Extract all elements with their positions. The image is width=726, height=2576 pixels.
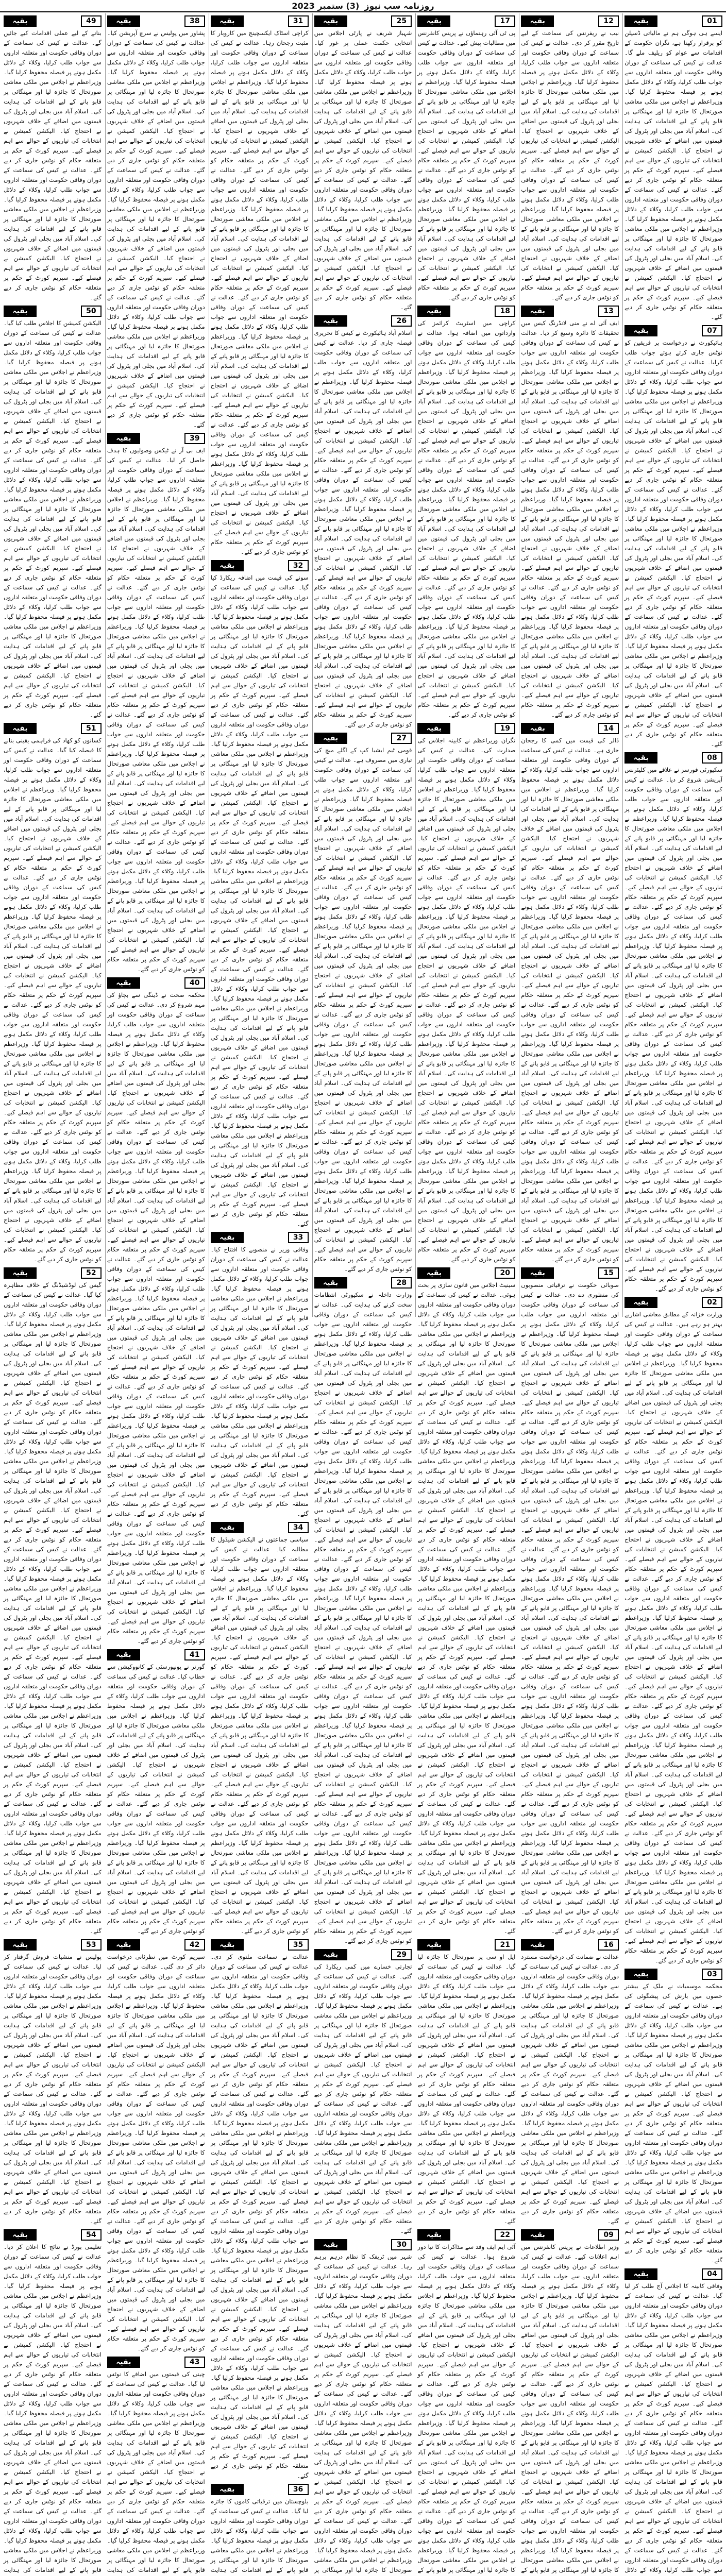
continuation-entry <box>211 2484 309 2576</box>
continuation-number: 16 <box>598 1939 619 1951</box>
article-text: صوبائی حکومت نے ترقیاتی منصوبوں کی منظوری دے دی۔ عدالت نے کیس کی سماعت کے دوران وفاقی حکومت اور متعلقہ اداروں سے جواب طلب کرلیا، وکلاء کے دلائل مکمل ہونے پر فیصلہ محفوظ کرلیا گیا۔ وزیراعظم نے اجلاس میں ملکی معاشی صورتحال کا جائزہ لیا اور مہنگائی پر قابو پانے کے لیے اقدامات کی ہدایت کی۔ اسلام آباد میں بجلی اور پٹرول کی قیمتوں میں اضافے کے خلاف شہریوں نے احتجاج کیا۔ الیکشن کمیشن نے انتخابات کی تیاریوں کے حوالے سے اہم فیصلے کیے۔ سپریم کورٹ کے حکم پر متعلقہ حکام کو نوٹس جاری کر دیے گئے۔ عدالت نے کیس کی سماعت کے دوران وفاقی حکومت اور متعلقہ اداروں سے جواب طلب کرلیا، وکلاء کے دلائل مکمل ہونے پر فیصلہ محفوظ کرلیا گیا۔ وزیراعظم نے اجلاس میں ملکی معاشی صورتحال کا جائزہ لیا اور مہنگائی پر قابو پانے کے لیے اقدامات کی ہدایت کی۔ اسلام آباد میں بجلی اور پٹرول کی قیمتوں میں اضافے کے خلاف شہریوں نے احتجاج کیا۔ الیکشن کمیشن نے انتخابات کی تیاریوں کے حوالے سے اہم فیصلے کیے۔ سپریم کورٹ کے حکم پر متعلقہ حکام کو نوٹس جاری کر دیے گئے۔ عدالت نے کیس کی سماعت کے دوران وفاقی حکومت اور متعلقہ اداروں سے جواب طلب کرلیا، وکلاء کے دلائل مکمل ہونے پر فیصلہ محفوظ کرلیا گیا۔ وزیراعظم نے اجلاس میں ملکی معاشی صورتحال کا جائزہ لیا اور مہنگائی پر قابو پانے کے لیے اقدامات کی ہدایت کی۔ اسلام آباد میں بجلی اور پٹرول کی قیمتوں میں اضافے کے خلاف شہریوں نے احتجاج کیا۔ الیکشن کمیشن نے انتخابات کی تیاریوں کے حوالے سے اہم فیصلے کیے۔ سپریم کورٹ کے حکم پر متعلقہ حکام کو نوٹس جاری کر دیے گئے۔ عدالت نے کیس کی سماعت کے دوران وفاقی حکومت اور متعلقہ اداروں سے جواب طلب کرلیا، وکلاء کے دلائل مکمل ہونے پر فیصلہ محفوظ کرلیا گیا۔ وزیراعظم نے اجلاس میں ملکی معاشی صورتحال کا جائزہ لیا اور مہنگائی پر قابو پانے کے لیے اقدامات کی ہدایت کی۔ اسلام آباد میں بجلی اور پٹرول کی قیمتوں میں اضافے کے خلاف شہریوں نے احتجاج کیا۔ الیکشن کمیشن نے انتخابات کی تیاریوں کے حوالے سے اہم فیصلے کیے۔ سپریم کورٹ کے حکم پر متعلقہ حکام کو نوٹس جاری کر دیے گئے۔ عدالت نے کیس کی سماعت کے دوران وفاقی حکومت اور متعلقہ اداروں سے جواب طلب کرلیا، وکلاء کے دلائل مکمل ہونے پر فیصلہ محفوظ کرلیا گیا۔ وزیراعظم نے اجلاس میں ملکی معاشی صورتحال کا جائزہ لیا اور مہنگائی پر قابو پانے کے لیے اقدامات کی ہدایت کی۔ اسلام آباد میں بجلی اور پٹرول کی قیمتوں میں اضافے کے خلاف شہریوں نے احتجاج کیا۔ الیکشن کمیشن نے انتخابات کی تیاریوں کے حوالے سے اہم فیصلے کیے۔ سپریم کورٹ کے حکم پر متعلقہ حکام کو نوٹس جاری کر دیے گئے۔ <box>521 1281 619 1935</box>
continuation-header <box>4 306 102 317</box>
article-text: پی ٹی آئی رہنماؤں نے پریس کانفرنس میں مطالبات پیش کیے۔ عدالت نے کیس کی سماعت کے دوران وفاقی حکومت اور متعلقہ اداروں سے جواب طلب کرلیا، وکلاء کے دلائل مکمل ہونے پر فیصلہ محفوظ کرلیا گیا۔ وزیراعظم نے اجلاس میں ملکی معاشی صورتحال کا جائزہ لیا اور مہنگائی پر قابو پانے کے لیے اقدامات کی ہدایت کی۔ اسلام آباد میں بجلی اور پٹرول کی قیمتوں میں اضافے کے خلاف شہریوں نے احتجاج کیا۔ الیکشن کمیشن نے انتخابات کی تیاریوں کے حوالے سے اہم فیصلے کیے۔ سپریم کورٹ کے حکم پر متعلقہ حکام کو نوٹس جاری کر دیے گئے۔ عدالت نے کیس کی سماعت کے دوران وفاقی حکومت اور متعلقہ اداروں سے جواب طلب کرلیا، وکلاء کے دلائل مکمل ہونے پر فیصلہ محفوظ کرلیا گیا۔ وزیراعظم نے اجلاس میں ملکی معاشی صورتحال کا جائزہ لیا اور مہنگائی پر قابو پانے کے لیے اقدامات کی ہدایت کی۔ اسلام آباد میں بجلی اور پٹرول کی قیمتوں میں اضافے کے خلاف شہریوں نے احتجاج کیا۔ الیکشن کمیشن نے انتخابات کی تیاریوں کے حوالے سے اہم فیصلے کیے۔ سپریم کورٹ کے حکم پر متعلقہ حکام کو نوٹس جاری کر دیے گئے۔ <box>417 29 516 301</box>
continuation-header <box>107 433 205 444</box>
continuation-header <box>314 315 412 327</box>
continuation-number: 19 <box>495 723 515 734</box>
continuation-header <box>107 1939 205 1951</box>
continuation-number: 54 <box>81 2229 102 2241</box>
continuation-number: 36 <box>288 2484 309 2495</box>
article-text: وزیر اطلاعات نے پریس کانفرنس میں اہم اعلانات کیے۔ عدالت نے کیس کی سماعت کے دوران وفاقی حکومت اور متعلقہ اداروں سے جواب طلب کرلیا، وکلاء کے دلائل مکمل ہونے پر فیصلہ محفوظ کرلیا گیا۔ وزیراعظم نے اجلاس میں ملکی معاشی صورتحال کا جائزہ لیا اور مہنگائی پر قابو پانے کے لیے اقدامات کی ہدایت کی۔ اسلام آباد میں بجلی اور پٹرول کی قیمتوں میں اضافے کے خلاف شہریوں نے احتجاج کیا۔ الیکشن کمیشن نے انتخابات کی تیاریوں کے حوالے سے اہم فیصلے کیے۔ سپریم کورٹ کے حکم پر متعلقہ حکام کو نوٹس جاری کر دیے گئے۔ عدالت نے کیس کی سماعت کے دوران وفاقی حکومت اور متعلقہ اداروں سے جواب طلب کرلیا، وکلاء کے دلائل مکمل ہونے پر فیصلہ محفوظ کرلیا گیا۔ وزیراعظم نے اجلاس میں ملکی معاشی صورتحال کا جائزہ لیا اور مہنگائی پر قابو پانے کے لیے اقدامات کی ہدایت کی۔ اسلام آباد میں بجلی اور پٹرول کی قیمتوں میں اضافے کے خلاف شہریوں نے احتجاج کیا۔ الیکشن کمیشن نے انتخابات کی تیاریوں کے حوالے سے اہم فیصلے کیے۔ سپریم کورٹ کے حکم پر متعلقہ حکام کو نوٹس جاری کر دیے گئے۔ عدالت نے کیس کی سماعت کے دوران وفاقی حکومت اور متعلقہ اداروں سے جواب طلب کرلیا، وکلاء کے دلائل مکمل ہونے پر فیصلہ محفوظ کرلیا گیا۔ وزیراعظم نے اجلاس میں ملکی معاشی صورتحال کا جائزہ لیا اور مہنگائی پر قابو پانے کے <box>521 2243 619 2573</box>
continuation-number: 50 <box>81 306 102 317</box>
continuation-number: 01 <box>702 15 722 27</box>
article-text: پولیس نے منشیات فروش گرفتار کر لیا۔ عدالت نے کیس کی سماعت کے دوران وفاقی حکومت اور متعلقہ اداروں سے جواب طلب کرلیا، وکلاء کے دلائل مکمل ہونے پر فیصلہ محفوظ کرلیا گیا۔ وزیراعظم نے اجلاس میں ملکی معاشی صورتحال کا جائزہ لیا اور مہنگائی پر قابو پانے کے لیے اقدامات کی ہدایت کی۔ اسلام آباد میں بجلی اور پٹرول کی قیمتوں میں اضافے کے خلاف شہریوں نے احتجاج کیا۔ الیکشن کمیشن نے انتخابات کی تیاریوں کے حوالے سے اہم فیصلے کیے۔ سپریم کورٹ کے حکم پر متعلقہ حکام کو نوٹس جاری کر دیے گئے۔ عدالت نے کیس کی سماعت کے دوران وفاقی حکومت اور متعلقہ اداروں سے جواب طلب کرلیا، وکلاء کے دلائل مکمل ہونے پر فیصلہ محفوظ کرلیا گیا۔ وزیراعظم نے اجلاس میں ملکی معاشی صورتحال کا جائزہ لیا اور مہنگائی پر قابو پانے کے لیے اقدامات کی ہدایت کی۔ اسلام آباد میں بجلی اور پٹرول کی قیمتوں میں اضافے کے خلاف شہریوں نے احتجاج کیا۔ الیکشن کمیشن نے انتخابات کی تیاریوں کے حوالے سے اہم فیصلے کیے۔ سپریم کورٹ کے حکم پر متعلقہ حکام کو نوٹس جاری کر دیے گئے۔ <box>3 1953 102 2225</box>
masthead <box>0 0 726 12</box>
continuation-header <box>624 15 722 27</box>
continuation-entry <box>521 1267 619 1936</box>
continuation-number: 20 <box>495 1267 515 1279</box>
continuation-header <box>211 1232 309 1243</box>
article-text: ایل او سی پر صورتحال کا جائزہ لیا گیا۔ عدالت نے کیس کی سماعت کے دوران وفاقی حکومت اور متعلقہ اداروں سے جواب طلب کرلیا، وکلاء کے دلائل مکمل ہونے پر فیصلہ محفوظ کرلیا گیا۔ وزیراعظم نے اجلاس میں ملکی معاشی صورتحال کا جائزہ لیا اور مہنگائی پر قابو پانے کے لیے اقدامات کی ہدایت کی۔ اسلام آباد میں بجلی اور پٹرول کی قیمتوں میں اضافے کے خلاف شہریوں نے احتجاج کیا۔ الیکشن کمیشن نے انتخابات کی تیاریوں کے حوالے سے اہم فیصلے کیے۔ سپریم کورٹ کے حکم پر متعلقہ حکام کو نوٹس جاری کر دیے گئے۔ عدالت نے کیس کی سماعت کے دوران وفاقی حکومت اور متعلقہ اداروں سے جواب طلب کرلیا، وکلاء کے دلائل مکمل ہونے پر فیصلہ محفوظ کرلیا گیا۔ وزیراعظم نے اجلاس میں ملکی معاشی صورتحال کا جائزہ لیا اور مہنگائی پر قابو پانے کے لیے اقدامات کی ہدایت کی۔ اسلام آباد میں بجلی اور پٹرول کی قیمتوں میں اضافے کے خلاف شہریوں نے احتجاج کیا۔ الیکشن کمیشن نے انتخابات کی تیاریوں کے حوالے سے اہم فیصلے کیے۔ سپریم کورٹ کے حکم پر متعلقہ حکام کو نوٹس جاری کر دیے گئے۔ <box>417 1953 516 2225</box>
baqiya-label: بقیہ <box>211 560 244 571</box>
continuation-number: 09 <box>598 2229 619 2241</box>
continuation-header <box>4 15 102 27</box>
article-text: نگران وزیراعظم نے کابینہ اجلاس کی صدارت کی۔ عدالت نے کیس کی سماعت کے دوران وفاقی حکومت اور متعلقہ اداروں سے جواب طلب کرلیا، وکلاء کے دلائل مکمل ہونے پر فیصلہ محفوظ کرلیا گیا۔ وزیراعظم نے اجلاس میں ملکی معاشی صورتحال کا جائزہ لیا اور مہنگائی پر قابو پانے کے لیے اقدامات کی ہدایت کی۔ اسلام آباد میں بجلی اور پٹرول کی قیمتوں میں اضافے کے خلاف شہریوں نے احتجاج کیا۔ الیکشن کمیشن نے انتخابات کی تیاریوں کے حوالے سے اہم فیصلے کیے۔ سپریم کورٹ کے حکم پر متعلقہ حکام کو نوٹس جاری کر دیے گئے۔ عدالت نے کیس کی سماعت کے دوران وفاقی حکومت اور متعلقہ اداروں سے جواب طلب کرلیا، وکلاء کے دلائل مکمل ہونے پر فیصلہ محفوظ کرلیا گیا۔ وزیراعظم نے اجلاس میں ملکی معاشی صورتحال کا جائزہ لیا اور مہنگائی پر قابو پانے کے لیے اقدامات کی ہدایت کی۔ اسلام آباد میں بجلی اور پٹرول کی قیمتوں میں اضافے کے خلاف شہریوں نے احتجاج کیا۔ الیکشن کمیشن نے انتخابات کی تیاریوں کے حوالے سے اہم فیصلے کیے۔ سپریم کورٹ کے حکم پر متعلقہ حکام کو نوٹس جاری کر دیے گئے۔ عدالت نے کیس کی سماعت کے دوران وفاقی حکومت اور متعلقہ اداروں سے جواب طلب کرلیا، وکلاء کے دلائل مکمل ہونے پر فیصلہ محفوظ کرلیا گیا۔ وزیراعظم نے اجلاس میں ملکی معاشی صورتحال کا جائزہ لیا اور مہنگائی پر قابو پانے کے لیے اقدامات کی ہدایت کی۔ اسلام آباد میں بجلی اور پٹرول کی قیمتوں میں اضافے کے خلاف شہریوں نے احتجاج کیا۔ الیکشن کمیشن نے انتخابات کی تیاریوں کے حوالے سے اہم فیصلے کیے۔ سپریم کورٹ کے حکم پر متعلقہ حکام کو نوٹس جاری کر دیے گئے۔ عدالت نے کیس کی سماعت کے دوران وفاقی حکومت اور متعلقہ اداروں سے جواب طلب کرلیا، وکلاء کے دلائل مکمل ہونے پر فیصلہ محفوظ کرلیا گیا۔ وزیراعظم نے اجلاس میں ملکی معاشی صورتحال کا جائزہ لیا اور مہنگائی پر قابو پانے کے لیے اقدامات کی ہدایت کی۔ اسلام آباد میں بجلی اور پٹرول کی قیمتوں میں اضافے کے خلاف شہریوں نے احتجاج کیا۔ الیکشن کمیشن نے انتخابات کی تیاریوں کے حوالے سے اہم فیصلے کیے۔ سپریم کورٹ کے حکم پر متعلقہ حکام کو نوٹس جاری کر دیے گئے۔ <box>417 737 516 1263</box>
continuation-number: 49 <box>81 15 102 27</box>
baqiya-label: بقیہ <box>624 1297 657 1308</box>
baqiya-label: بقیہ <box>624 15 657 27</box>
article-text: پشاور میں پولیس نے سرچ آپریشن کیا۔ عدالت نے کیس کی سماعت کے دوران وفاقی حکومت اور متعلقہ اداروں سے جواب طلب کرلیا، وکلاء کے دلائل مکمل ہونے پر فیصلہ محفوظ کرلیا گیا۔ وزیراعظم نے اجلاس میں ملکی معاشی صورتحال کا جائزہ لیا اور مہنگائی پر قابو پانے کے لیے اقدامات کی ہدایت کی۔ اسلام آباد میں بجلی اور پٹرول کی قیمتوں میں اضافے کے خلاف شہریوں نے احتجاج کیا۔ الیکشن کمیشن نے انتخابات کی تیاریوں کے حوالے سے اہم فیصلے کیے۔ سپریم کورٹ کے حکم پر متعلقہ حکام کو نوٹس جاری کر دیے گئے۔ عدالت نے کیس کی سماعت کے دوران وفاقی حکومت اور متعلقہ اداروں سے جواب طلب کرلیا، وکلاء کے دلائل مکمل ہونے پر فیصلہ محفوظ کرلیا گیا۔ وزیراعظم نے اجلاس میں ملکی معاشی صورتحال کا جائزہ لیا اور مہنگائی پر قابو پانے کے لیے اقدامات کی ہدایت کی۔ اسلام آباد میں بجلی اور پٹرول کی قیمتوں میں اضافے کے خلاف شہریوں نے احتجاج کیا۔ الیکشن کمیشن نے انتخابات کی تیاریوں کے حوالے سے اہم فیصلے کیے۔ سپریم کورٹ کے حکم پر متعلقہ حکام کو نوٹس جاری کر دیے گئے۔ عدالت نے کیس کی سماعت کے دوران وفاقی حکومت اور متعلقہ اداروں سے جواب طلب کرلیا، وکلاء کے دلائل مکمل ہونے پر فیصلہ محفوظ کرلیا گیا۔ وزیراعظم نے اجلاس میں ملکی معاشی صورتحال کا جائزہ لیا اور مہنگائی پر قابو پانے کے لیے اقدامات کی ہدایت کی۔ اسلام آباد میں بجلی اور پٹرول کی قیمتوں میں اضافے کے خلاف شہریوں نے احتجاج کیا۔ الیکشن کمیشن نے انتخابات کی تیاریوں کے حوالے سے اہم فیصلے کیے۔ سپریم کورٹ کے حکم پر متعلقہ حکام کو نوٹس جاری کر دیے گئے۔ <box>107 29 205 428</box>
continuation-header <box>211 15 309 27</box>
news-columns <box>2 13 724 2573</box>
continuation-entry <box>417 306 515 720</box>
article-text: تجارتی خسارے میں کمی ریکارڈ کی گئی۔ عدالت نے کیس کی سماعت کے دوران وفاقی حکومت اور متعلقہ اداروں سے جواب طلب کرلیا، وکلاء کے دلائل مکمل ہونے پر فیصلہ محفوظ کرلیا گیا۔ وزیراعظم نے اجلاس میں ملکی معاشی صورتحال کا جائزہ لیا اور مہنگائی پر قابو پانے کے لیے اقدامات کی ہدایت کی۔ اسلام آباد میں بجلی اور پٹرول کی قیمتوں میں اضافے کے خلاف شہریوں نے احتجاج کیا۔ الیکشن کمیشن نے انتخابات کی تیاریوں کے حوالے سے اہم فیصلے کیے۔ سپریم کورٹ کے حکم پر متعلقہ حکام کو نوٹس جاری کر دیے گئے۔ عدالت نے کیس کی سماعت کے دوران وفاقی حکومت اور متعلقہ اداروں سے جواب طلب کرلیا، وکلاء کے دلائل مکمل ہونے پر فیصلہ محفوظ کرلیا گیا۔ وزیراعظم نے اجلاس میں ملکی معاشی صورتحال کا جائزہ لیا اور مہنگائی پر قابو پانے کے لیے اقدامات کی ہدایت کی۔ اسلام آباد میں بجلی اور پٹرول کی قیمتوں میں اضافے کے خلاف شہریوں نے احتجاج کیا۔ الیکشن کمیشن نے انتخابات کی تیاریوں کے حوالے سے اہم فیصلے کیے۔ سپریم کورٹ کے حکم پر متعلقہ حکام کو نوٹس جاری کر دیے گئے۔ <box>314 1963 412 2234</box>
continuation-entry <box>417 15 515 302</box>
continuation-number: 27 <box>391 733 412 744</box>
article-text: ہائیکورٹ نے درخواست پر فریقین کو نوٹس جاری کرتے ہوئے جواب طلب کرلیا۔ عدالت نے کیس کی سماعت کے دوران وفاقی حکومت اور متعلقہ اداروں سے جواب طلب کرلیا، وکلاء کے دلائل مکمل ہونے پر فیصلہ محفوظ کرلیا گیا۔ وزیراعظم نے اجلاس میں ملکی معاشی صورتحال کا جائزہ لیا اور مہنگائی پر قابو پانے کے لیے اقدامات کی ہدایت کی۔ اسلام آباد میں بجلی اور پٹرول کی قیمتوں میں اضافے کے خلاف شہریوں نے احتجاج کیا۔ الیکشن کمیشن نے انتخابات کی تیاریوں کے حوالے سے اہم فیصلے کیے۔ سپریم کورٹ کے حکم پر متعلقہ حکام کو نوٹس جاری کر دیے گئے۔ عدالت نے کیس کی سماعت کے دوران وفاقی حکومت اور متعلقہ اداروں سے جواب طلب کرلیا، وکلاء کے دلائل مکمل ہونے پر فیصلہ محفوظ کرلیا گیا۔ وزیراعظم نے اجلاس میں ملکی معاشی صورتحال کا جائزہ لیا اور مہنگائی پر قابو پانے کے لیے اقدامات کی ہدایت کی۔ اسلام آباد میں بجلی اور پٹرول کی قیمتوں میں اضافے کے خلاف شہریوں نے احتجاج کیا۔ الیکشن کمیشن نے انتخابات کی تیاریوں کے حوالے سے اہم فیصلے کیے۔ سپریم کورٹ کے حکم پر متعلقہ حکام کو نوٹس جاری کر دیے گئے۔ عدالت نے کیس کی سماعت کے دوران وفاقی حکومت اور متعلقہ اداروں سے جواب طلب کرلیا، وکلاء کے دلائل مکمل ہونے پر فیصلہ محفوظ کرلیا گیا۔ وزیراعظم نے اجلاس میں ملکی معاشی صورتحال کا جائزہ لیا اور مہنگائی پر قابو پانے کے لیے اقدامات کی ہدایت کی۔ اسلام آباد میں بجلی اور پٹرول کی قیمتوں میں اضافے کے خلاف شہریوں نے احتجاج کیا۔ الیکشن کمیشن نے انتخابات کی تیاریوں کے حوالے سے اہم فیصلے کیے۔ سپریم کورٹ کے حکم پر متعلقہ حکام کو نوٹس جاری کر دیے گئے۔ <box>624 339 722 748</box>
continuation-header <box>624 2268 722 2280</box>
continuation-header <box>107 977 205 989</box>
continuation-entry <box>314 733 412 1274</box>
masthead-date: (3) ستمبر 2023 <box>292 1 360 11</box>
baqiya-label: بقیہ <box>624 325 657 336</box>
news-column <box>519 13 620 2573</box>
article-text: سیاسی جماعتوں نے الیکشن شیڈول کا مطالبہ کیا۔ عدالت نے کیس کی سماعت کے دوران وفاقی حکومت اور متعلقہ اداروں سے جواب طلب کرلیا، وکلاء کے دلائل مکمل ہونے پر فیصلہ محفوظ کرلیا گیا۔ وزیراعظم نے اجلاس میں ملکی معاشی صورتحال کا جائزہ لیا اور مہنگائی پر قابو پانے کے لیے اقدامات کی ہدایت کی۔ اسلام آباد میں بجلی اور پٹرول کی قیمتوں میں اضافے کے خلاف شہریوں نے احتجاج کیا۔ الیکشن کمیشن نے انتخابات کی تیاریوں کے حوالے سے اہم فیصلے کیے۔ سپریم کورٹ کے حکم پر متعلقہ حکام کو نوٹس جاری کر دیے گئے۔ عدالت نے کیس کی سماعت کے دوران وفاقی حکومت اور متعلقہ اداروں سے جواب طلب کرلیا، وکلاء کے دلائل مکمل ہونے پر فیصلہ محفوظ کرلیا گیا۔ وزیراعظم نے اجلاس میں ملکی معاشی صورتحال کا جائزہ لیا اور مہنگائی پر قابو پانے کے لیے اقدامات کی ہدایت کی۔ اسلام آباد میں بجلی اور پٹرول کی قیمتوں میں اضافے کے خلاف شہریوں نے احتجاج کیا۔ الیکشن کمیشن نے انتخابات کی تیاریوں کے حوالے سے اہم فیصلے کیے۔ سپریم کورٹ کے حکم پر متعلقہ حکام کو نوٹس جاری کر دیے گئے۔ عدالت نے کیس کی سماعت کے دوران وفاقی حکومت اور متعلقہ اداروں سے جواب طلب کرلیا، وکلاء کے دلائل مکمل ہونے پر فیصلہ محفوظ کرلیا گیا۔ وزیراعظم نے اجلاس میں ملکی معاشی صورتحال کا جائزہ لیا اور مہنگائی پر قابو پانے کے لیے اقدامات کی ہدایت کی۔ اسلام آباد میں بجلی اور پٹرول کی قیمتوں میں اضافے کے خلاف شہریوں نے احتجاج کیا۔ الیکشن کمیشن نے انتخابات کی تیاریوں کے حوالے سے اہم فیصلے کیے۔ سپریم کورٹ کے حکم پر متعلقہ حکام کو نوٹس جاری کر دیے گئے۔ <box>210 1536 309 1935</box>
continuation-number: 08 <box>702 752 722 764</box>
continuation-entry <box>211 15 309 557</box>
continuation-entry <box>107 15 205 430</box>
continuation-header <box>314 1949 412 1960</box>
continuation-entry <box>211 1522 309 1936</box>
continuation-number: 30 <box>391 2239 412 2250</box>
baqiya-label: بقیہ <box>211 1522 244 1533</box>
continuation-entry <box>4 1939 102 2226</box>
article-text: کراچی میں اسٹریٹ کرائمز کی وارداتوں میں اضافہ ہوا۔ عدالت نے کیس کی سماعت کے دوران وفاقی حکومت اور متعلقہ اداروں سے جواب طلب کرلیا، وکلاء کے دلائل مکمل ہونے پر فیصلہ محفوظ کرلیا گیا۔ وزیراعظم نے اجلاس میں ملکی معاشی صورتحال کا جائزہ لیا اور مہنگائی پر قابو پانے کے لیے اقدامات کی ہدایت کی۔ اسلام آباد میں بجلی اور پٹرول کی قیمتوں میں اضافے کے خلاف شہریوں نے احتجاج کیا۔ الیکشن کمیشن نے انتخابات کی تیاریوں کے حوالے سے اہم فیصلے کیے۔ سپریم کورٹ کے حکم پر متعلقہ حکام کو نوٹس جاری کر دیے گئے۔ عدالت نے کیس کی سماعت کے دوران وفاقی حکومت اور متعلقہ اداروں سے جواب طلب کرلیا، وکلاء کے دلائل مکمل ہونے پر فیصلہ محفوظ کرلیا گیا۔ وزیراعظم نے اجلاس میں ملکی معاشی صورتحال کا جائزہ لیا اور مہنگائی پر قابو پانے کے لیے اقدامات کی ہدایت کی۔ اسلام آباد میں بجلی اور پٹرول کی قیمتوں میں اضافے کے خلاف شہریوں نے احتجاج کیا۔ الیکشن کمیشن نے انتخابات کی تیاریوں کے حوالے سے اہم فیصلے کیے۔ سپریم کورٹ کے حکم پر متعلقہ حکام کو نوٹس جاری کر دیے گئے۔ عدالت نے کیس کی سماعت کے دوران وفاقی حکومت اور متعلقہ اداروں سے جواب طلب کرلیا، وکلاء کے دلائل مکمل ہونے پر فیصلہ محفوظ کرلیا گیا۔ وزیراعظم نے اجلاس میں ملکی معاشی صورتحال کا جائزہ لیا اور مہنگائی پر قابو پانے کے لیے اقدامات کی ہدایت کی۔ اسلام آباد میں بجلی اور پٹرول کی قیمتوں میں اضافے کے خلاف شہریوں نے احتجاج کیا۔ الیکشن کمیشن نے انتخابات کی تیاریوں کے حوالے سے اہم فیصلے کیے۔ سپریم کورٹ کے حکم پر متعلقہ حکام کو نوٹس جاری کر دیے گئے۔ <box>417 319 516 718</box>
continuation-number: 43 <box>184 2357 205 2368</box>
baqiya-label: بقیہ <box>211 1939 244 1951</box>
baqiya-label: بقیہ <box>624 752 657 764</box>
baqiya-label: بقیہ <box>417 306 450 317</box>
article-text: شہر میں ٹریفک کا نظام درہم برہم رہا۔ عدالت نے کیس کی سماعت کے دوران وفاقی حکومت اور متعلقہ اداروں سے جواب طلب کرلیا، وکلاء کے دلائل مکمل ہونے پر فیصلہ محفوظ کرلیا گیا۔ وزیراعظم نے اجلاس میں ملکی معاشی صورتحال کا جائزہ لیا اور مہنگائی پر قابو پانے کے لیے اقدامات کی ہدایت کی۔ اسلام آباد میں بجلی اور پٹرول کی قیمتوں میں اضافے کے خلاف شہریوں نے احتجاج کیا۔ الیکشن کمیشن نے انتخابات کی تیاریوں کے حوالے سے اہم فیصلے کیے۔ سپریم کورٹ کے حکم پر متعلقہ حکام کو نوٹس جاری کر دیے گئے۔ عدالت نے کیس کی سماعت کے دوران وفاقی حکومت اور متعلقہ اداروں سے جواب طلب کرلیا، وکلاء کے دلائل مکمل ہونے پر فیصلہ محفوظ کرلیا گیا۔ وزیراعظم نے اجلاس میں ملکی معاشی صورتحال کا جائزہ لیا اور مہنگائی پر قابو پانے کے لیے اقدامات کی ہدایت کی۔ اسلام آباد میں بجلی اور پٹرول کی قیمتوں میں اضافے کے خلاف شہریوں نے احتجاج کیا۔ الیکشن کمیشن نے انتخابات کی تیاریوں کے حوالے سے اہم فیصلے کیے۔ سپریم کورٹ کے حکم پر متعلقہ حکام کو نوٹس جاری کر دیے گئے۔ عدالت نے کیس کی سماعت کے دوران وفاقی حکومت اور متعلقہ اداروں سے جواب طلب کرلیا، وکلاء کے دلائل مکمل ہونے پر فیصلہ محفوظ کرلیا گیا۔ وزیراعظم نے اجلاس میں ملکی معاشی صورتحال کا جائزہ لیا اور مہنگائی پر <box>314 2253 412 2573</box>
news-column <box>2 13 103 2573</box>
continuation-entry <box>4 2229 102 2576</box>
continuation-number: 14 <box>598 723 619 734</box>
article-text: عدالت نے سماعت ملتوی کر دی۔ عدالت نے کیس کی سماعت کے دوران وفاقی حکومت اور متعلقہ اداروں سے جواب طلب کرلیا، وکلاء کے دلائل مکمل ہونے پر فیصلہ محفوظ کرلیا گیا۔ وزیراعظم نے اجلاس میں ملکی معاشی صورتحال کا جائزہ لیا اور مہنگائی پر قابو پانے کے لیے اقدامات کی ہدایت کی۔ اسلام آباد میں بجلی اور پٹرول کی قیمتوں میں اضافے کے خلاف شہریوں نے احتجاج کیا۔ الیکشن کمیشن نے انتخابات کی تیاریوں کے حوالے سے اہم فیصلے کیے۔ سپریم کورٹ کے حکم پر متعلقہ حکام کو نوٹس جاری کر دیے گئے۔ عدالت نے کیس کی سماعت کے دوران وفاقی حکومت اور متعلقہ اداروں سے جواب طلب کرلیا، وکلاء کے دلائل مکمل ہونے پر فیصلہ محفوظ کرلیا گیا۔ وزیراعظم نے اجلاس میں ملکی معاشی صورتحال کا جائزہ لیا اور مہنگائی پر قابو پانے کے لیے اقدامات کی ہدایت کی۔ اسلام آباد میں بجلی اور پٹرول کی قیمتوں میں اضافے کے خلاف شہریوں نے احتجاج کیا۔ الیکشن کمیشن نے انتخابات کی تیاریوں کے حوالے سے اہم فیصلے کیے۔ سپریم کورٹ کے حکم پر متعلقہ حکام کو نوٹس جاری کر دیے گئے۔ عدالت نے کیس کی سماعت کے دوران وفاقی حکومت اور متعلقہ اداروں سے جواب طلب کرلیا، وکلاء کے دلائل مکمل ہونے پر فیصلہ محفوظ کرلیا گیا۔ وزیراعظم نے اجلاس میں ملکی معاشی صورتحال کا جائزہ لیا اور مہنگائی پر قابو پانے کے لیے اقدامات کی ہدایت کی۔ اسلام آباد میں بجلی اور پٹرول کی قیمتوں میں اضافے کے خلاف شہریوں نے احتجاج کیا۔ الیکشن کمیشن نے انتخابات کی تیاریوں کے حوالے سے اہم فیصلے کیے۔ سپریم کورٹ کے حکم پر متعلقہ حکام کو نوٹس جاری کر دیے گئے۔ عدالت نے کیس کی سماعت کے دوران وفاقی حکومت اور متعلقہ اداروں سے جواب طلب کرلیا، وکلاء کے دلائل مکمل ہونے پر فیصلہ محفوظ کرلیا گیا۔ وزیراعظم نے اجلاس میں ملکی معاشی صورتحال کا جائزہ لیا اور مہنگائی پر قابو پانے کے لیے اقدامات کی ہدایت کی۔ اسلام آباد میں بجلی اور پٹرول کی قیمتوں میں اضافے کے خلاف شہریوں نے احتجاج کیا۔ الیکشن کمیشن نے انتخابات کی تیاریوں کے حوالے سے اہم فیصلے کیے۔ سپریم کورٹ کے حکم پر متعلقہ حکام کو نوٹس جاری کر دیے گئے۔ <box>210 1953 309 2479</box>
continuation-entry <box>624 752 722 1294</box>
continuation-header <box>521 1267 619 1279</box>
baqiya-label: بقیہ <box>107 1649 140 1660</box>
article-text: بلوچستان میں ترقیاتی کاموں کا جائزہ لیا گیا۔ عدالت نے کیس کی سماعت کے دوران وفاقی حکومت اور متعلقہ اداروں سے جواب طلب کرلیا، وکلاء کے دلائل مکمل ہونے پر فیصلہ محفوظ کرلیا گیا۔ وزیراعظم نے اجلاس میں ملکی معاشی صورتحال کا جائزہ لیا اور مہنگائی پر قابو پانے کے لیے اقدامات کی ہدایت <box>210 2498 309 2573</box>
masthead-title: روزنامہ سب نیوز <box>364 1 434 11</box>
baqiya-label: بقیہ <box>417 723 450 734</box>
continuation-entry <box>211 1232 309 1519</box>
baqiya-label: بقیہ <box>624 1969 657 1980</box>
baqiya-label: بقیہ <box>107 15 140 27</box>
continuation-number: 26 <box>391 315 412 327</box>
continuation-entry <box>521 723 619 1264</box>
continuation-number: 29 <box>391 1949 412 1960</box>
continuation-header <box>107 2357 205 2368</box>
continuation-entry <box>211 1939 309 2481</box>
baqiya-label: بقیہ <box>211 2484 244 2495</box>
continuation-header <box>4 723 102 734</box>
baqiya-label: بقیہ <box>4 2229 37 2241</box>
continuation-header <box>521 15 619 27</box>
baqiya-label: بقیہ <box>314 2239 347 2250</box>
continuation-header <box>417 1267 515 1279</box>
continuation-entry <box>314 2239 412 2576</box>
continuation-entry <box>107 1649 205 1936</box>
news-column <box>209 13 310 2573</box>
continuation-entry <box>4 723 102 1264</box>
continuation-header <box>417 723 515 734</box>
baqiya-label: بقیہ <box>211 15 244 27</box>
continuation-header <box>107 1649 205 1660</box>
baqiya-label: بقیہ <box>107 977 140 989</box>
continuation-entry <box>521 306 619 720</box>
continuation-entry <box>624 1297 722 1965</box>
continuation-entry <box>624 15 722 322</box>
baqiya-label: بقیہ <box>4 1267 37 1279</box>
continuation-header <box>4 1267 102 1279</box>
continuation-number: 39 <box>184 433 205 444</box>
continuation-entry <box>521 1939 619 2226</box>
baqiya-label: بقیہ <box>521 2229 554 2241</box>
article-text: وزارت داخلہ نے سکیورٹی انتظامات سخت کرنے کی ہدایت کی۔ عدالت نے کیس کی سماعت کے دوران وفاقی حکومت اور متعلقہ اداروں سے جواب طلب کرلیا، وکلاء کے دلائل مکمل ہونے پر فیصلہ محفوظ کرلیا گیا۔ وزیراعظم نے اجلاس میں ملکی معاشی صورتحال کا جائزہ لیا اور مہنگائی پر قابو پانے کے لیے اقدامات کی ہدایت کی۔ اسلام آباد میں بجلی اور پٹرول کی قیمتوں میں اضافے کے خلاف شہریوں نے احتجاج کیا۔ الیکشن کمیشن نے انتخابات کی تیاریوں کے حوالے سے اہم فیصلے کیے۔ سپریم کورٹ کے حکم پر متعلقہ حکام کو نوٹس جاری کر دیے گئے۔ عدالت نے کیس کی سماعت کے دوران وفاقی حکومت اور متعلقہ اداروں سے جواب طلب کرلیا، وکلاء کے دلائل مکمل ہونے پر فیصلہ محفوظ کرلیا گیا۔ وزیراعظم نے اجلاس میں ملکی معاشی صورتحال کا جائزہ لیا اور مہنگائی پر قابو پانے کے لیے اقدامات کی ہدایت کی۔ اسلام آباد میں بجلی اور پٹرول کی قیمتوں میں اضافے کے خلاف شہریوں نے احتجاج کیا۔ الیکشن کمیشن نے انتخابات کی تیاریوں کے حوالے سے اہم فیصلے کیے۔ سپریم کورٹ کے حکم پر متعلقہ حکام کو نوٹس جاری کر دیے گئے۔ عدالت نے کیس کی سماعت کے دوران وفاقی حکومت اور متعلقہ اداروں سے جواب طلب کرلیا، وکلاء کے دلائل مکمل ہونے پر فیصلہ محفوظ کرلیا گیا۔ وزیراعظم نے اجلاس میں ملکی معاشی صورتحال کا جائزہ لیا اور مہنگائی پر قابو پانے کے لیے اقدامات کی ہدایت کی۔ اسلام آباد میں بجلی اور پٹرول کی قیمتوں میں اضافے کے خلاف شہریوں نے احتجاج کیا۔ الیکشن کمیشن نے انتخابات کی تیاریوں کے حوالے سے اہم فیصلے کیے۔ سپریم کورٹ کے حکم پر متعلقہ حکام کو نوٹس جاری کر دیے گئے۔ عدالت نے کیس کی سماعت کے دوران وفاقی حکومت اور متعلقہ اداروں سے جواب طلب کرلیا، وکلاء کے دلائل مکمل ہونے پر فیصلہ محفوظ کرلیا گیا۔ وزیراعظم نے اجلاس میں ملکی معاشی صورتحال کا جائزہ لیا اور مہنگائی پر قابو پانے کے لیے اقدامات کی ہدایت کی۔ اسلام آباد میں بجلی اور پٹرول کی قیمتوں میں اضافے کے خلاف شہریوں نے احتجاج کیا۔ الیکشن کمیشن نے انتخابات کی تیاریوں کے حوالے سے اہم فیصلے کیے۔ سپریم کورٹ کے حکم پر متعلقہ حکام کو نوٹس جاری کر دیے گئے۔ عدالت نے کیس کی سماعت کے دوران وفاقی حکومت اور متعلقہ اداروں سے جواب طلب کرلیا، وکلاء کے دلائل مکمل ہونے پر فیصلہ محفوظ کرلیا گیا۔ وزیراعظم نے اجلاس میں ملکی معاشی صورتحال کا جائزہ لیا اور مہنگائی پر قابو پانے کے لیے اقدامات کی ہدایت کی۔ اسلام آباد میں بجلی اور پٹرول کی قیمتوں میں اضافے کے خلاف شہریوں نے احتجاج کیا۔ الیکشن کمیشن نے انتخابات کی تیاریوں کے حوالے سے اہم فیصلے کیے۔ سپریم کورٹ کے حکم پر متعلقہ حکام کو نوٹس جاری کر دیے گئے۔ <box>314 1291 412 1944</box>
continuation-header <box>521 306 619 317</box>
baqiya-label: بقیہ <box>624 2268 657 2280</box>
continuation-entry <box>211 560 309 1229</box>
continuation-entry <box>314 15 412 312</box>
continuation-header <box>417 1939 515 1951</box>
continuation-header <box>417 2229 515 2241</box>
continuation-number: 33 <box>288 1232 309 1243</box>
continuation-header <box>4 1939 102 1951</box>
continuation-entry <box>521 15 619 302</box>
continuation-header <box>314 15 412 27</box>
continuation-number: 52 <box>81 1267 102 1279</box>
baqiya-label: بقیہ <box>521 1939 554 1951</box>
continuation-header <box>417 306 515 317</box>
article-text: گورنر نے یونیورسٹی کے کانووکیشن سے خطاب کیا۔ عدالت نے کیس کی سماعت کے دوران وفاقی حکومت اور متعلقہ اداروں سے جواب طلب کرلیا، وکلاء کے دلائل مکمل ہونے پر فیصلہ محفوظ کرلیا گیا۔ وزیراعظم نے اجلاس میں ملکی معاشی صورتحال کا جائزہ لیا اور مہنگائی پر قابو پانے کے لیے اقدامات کی ہدایت کی۔ اسلام آباد میں بجلی اور پٹرول کی قیمتوں میں اضافے کے خلاف شہریوں نے احتجاج کیا۔ الیکشن کمیشن نے انتخابات کی تیاریوں کے حوالے سے اہم فیصلے کیے۔ سپریم کورٹ کے حکم پر متعلقہ حکام کو نوٹس جاری کر دیے گئے۔ عدالت نے کیس کی سماعت کے دوران وفاقی حکومت اور متعلقہ اداروں سے جواب طلب کرلیا، وکلاء کے دلائل مکمل ہونے پر فیصلہ محفوظ کرلیا گیا۔ وزیراعظم نے اجلاس میں ملکی معاشی صورتحال کا جائزہ لیا اور مہنگائی پر قابو پانے کے لیے اقدامات کی ہدایت کی۔ اسلام آباد میں بجلی اور پٹرول کی قیمتوں میں اضافے کے خلاف شہریوں نے احتجاج کیا۔ الیکشن کمیشن نے انتخابات کی تیاریوں کے حوالے سے اہم فیصلے کیے۔ سپریم کورٹ کے حکم پر متعلقہ حکام کو نوٹس جاری کر دیے گئے۔ <box>107 1663 205 1935</box>
article-text: بنانے کے لیے عملی اقدامات کیے جائیں گے۔ عدالت نے کیس کی سماعت کے دوران وفاقی حکومت اور متعلقہ اداروں سے جواب طلب کرلیا، وکلاء کے دلائل مکمل ہونے پر فیصلہ محفوظ کرلیا گیا۔ وزیراعظم نے اجلاس میں ملکی معاشی صورتحال کا جائزہ لیا اور مہنگائی پر قابو پانے کے لیے اقدامات کی ہدایت کی۔ اسلام آباد میں بجلی اور پٹرول کی قیمتوں میں اضافے کے خلاف شہریوں نے احتجاج کیا۔ الیکشن کمیشن نے انتخابات کی تیاریوں کے حوالے سے اہم فیصلے کیے۔ سپریم کورٹ کے حکم پر متعلقہ حکام کو نوٹس جاری کر دیے گئے۔ عدالت نے کیس کی سماعت کے دوران وفاقی حکومت اور متعلقہ اداروں سے جواب طلب کرلیا، وکلاء کے دلائل مکمل ہونے پر فیصلہ محفوظ کرلیا گیا۔ وزیراعظم نے اجلاس میں ملکی معاشی صورتحال کا جائزہ لیا اور مہنگائی پر قابو پانے کے لیے اقدامات کی ہدایت کی۔ اسلام آباد میں بجلی اور پٹرول کی قیمتوں میں اضافے کے خلاف شہریوں نے احتجاج کیا۔ الیکشن کمیشن نے انتخابات کی تیاریوں کے حوالے سے اہم فیصلے کیے۔ سپریم کورٹ کے حکم پر متعلقہ حکام کو نوٹس جاری کر دیے گئے۔ <box>3 29 102 301</box>
continuation-entry <box>417 2229 515 2576</box>
continuation-entry <box>107 2357 205 2576</box>
continuation-number: 07 <box>702 325 722 336</box>
continuation-number: 32 <box>288 560 309 571</box>
baqiya-label: بقیہ <box>314 1277 347 1289</box>
article-text: وفاقی کابینہ کا اجلاس آج طلب کر لیا گیا۔ عدالت نے کیس کی سماعت کے دوران وفاقی حکومت اور متعلقہ اداروں سے جواب طلب کرلیا، وکلاء کے دلائل مکمل ہونے پر فیصلہ محفوظ کرلیا گیا۔ وزیراعظم نے اجلاس میں ملکی معاشی صورتحال کا جائزہ لیا اور مہنگائی پر قابو پانے کے لیے اقدامات کی ہدایت کی۔ اسلام آباد میں بجلی اور پٹرول کی قیمتوں میں اضافے کے خلاف شہریوں نے احتجاج کیا۔ الیکشن کمیشن نے انتخابات کی تیاریوں کے حوالے سے اہم فیصلے کیے۔ سپریم کورٹ کے حکم پر متعلقہ حکام کو نوٹس جاری کر دیے گئے۔ عدالت نے کیس کی سماعت کے دوران وفاقی حکومت اور متعلقہ اداروں سے جواب طلب کرلیا، وکلاء کے دلائل مکمل ہونے پر فیصلہ محفوظ کرلیا گیا۔ وزیراعظم نے اجلاس میں ملکی معاشی صورتحال کا جائزہ لیا اور مہنگائی پر قابو پانے کے لیے اقدامات کی ہدایت کی۔ اسلام آباد میں بجلی اور پٹرول کی قیمتوں میں اضافے کے خلاف شہریوں نے احتجاج کیا۔ الیکشن کمیشن نے انتخابات کی تیاریوں کے حوالے سے اہم فیصلے کیے۔ سپریم کورٹ کے حکم پر متعلقہ حکام کو نوٹس جاری کر دیے گئے۔ عدالت نے کیس کی سماعت کے دوران وفاقی حکومت اور متعلقہ اداروں سے جواب طلب کرلیا، وکلاء کے دلائل <box>624 2282 722 2573</box>
baqiya-label: بقیہ <box>521 1267 554 1279</box>
baqiya-label: بقیہ <box>107 433 140 444</box>
baqiya-label: بقیہ <box>4 15 37 27</box>
continuation-number: 31 <box>288 15 309 27</box>
continuation-entry <box>4 1267 102 1936</box>
continuation-number: 28 <box>391 1277 412 1289</box>
news-column <box>312 13 414 2573</box>
continuation-number: 40 <box>184 977 205 989</box>
continuation-entry <box>4 15 102 302</box>
baqiya-label: بقیہ <box>314 315 347 327</box>
continuation-number: 25 <box>391 15 412 27</box>
continuation-header <box>521 1939 619 1951</box>
news-column <box>105 13 207 2573</box>
continuation-entry <box>107 977 205 1646</box>
continuation-number: 38 <box>184 15 205 27</box>
article-text: تعلیمی بورڈ نے نتائج کا اعلان کر دیا۔ عدالت نے کیس کی سماعت کے دوران وفاقی حکومت اور متعلقہ اداروں سے جواب طلب کرلیا، وکلاء کے دلائل مکمل ہونے پر فیصلہ محفوظ کرلیا گیا۔ وزیراعظم نے اجلاس میں ملکی معاشی صورتحال کا جائزہ لیا اور مہنگائی پر قابو پانے کے لیے اقدامات کی ہدایت کی۔ اسلام آباد میں بجلی اور پٹرول کی قیمتوں میں اضافے کے خلاف شہریوں نے احتجاج کیا۔ الیکشن کمیشن نے انتخابات کی تیاریوں کے حوالے سے اہم فیصلے کیے۔ سپریم کورٹ کے حکم پر متعلقہ حکام کو نوٹس جاری کر دیے گئے۔ عدالت نے کیس کی سماعت کے دوران وفاقی حکومت اور متعلقہ اداروں سے جواب طلب کرلیا، وکلاء کے دلائل مکمل ہونے پر فیصلہ محفوظ کرلیا گیا۔ وزیراعظم نے اجلاس میں ملکی معاشی صورتحال کا جائزہ لیا اور مہنگائی پر قابو پانے کے لیے اقدامات کی ہدایت کی۔ اسلام آباد میں بجلی اور پٹرول کی قیمتوں میں اضافے کے خلاف شہریوں نے احتجاج کیا۔ الیکشن کمیشن نے انتخابات کی تیاریوں کے حوالے سے اہم فیصلے کیے۔ سپریم کورٹ کے حکم پر متعلقہ حکام کو نوٹس جاری کر دیے گئے۔ عدالت نے کیس کی سماعت کے دوران وفاقی حکومت اور متعلقہ اداروں سے جواب طلب کرلیا، وکلاء کے دلائل مکمل ہونے پر فیصلہ محفوظ کرلیا گیا۔ وزیراعظم نے اجلاس میں ملکی معاشی صورتحال کا جائزہ لیا اور مہنگائی پر قابو پانے کے لیے اقدامات کی ہدایت <box>3 2243 102 2573</box>
continuation-header <box>211 2484 309 2495</box>
continuation-header <box>211 1522 309 1533</box>
continuation-number: 13 <box>598 306 619 317</box>
continuation-entry <box>107 1939 205 2353</box>
article-text: گیس کی لوڈشیڈنگ کے خلاف مظاہرہ کیا گیا۔ عدالت نے کیس کی سماعت کے دوران وفاقی حکومت اور متعلقہ اداروں سے جواب طلب کرلیا، وکلاء کے دلائل مکمل ہونے پر فیصلہ محفوظ کرلیا گیا۔ وزیراعظم نے اجلاس میں ملکی معاشی صورتحال کا جائزہ لیا اور مہنگائی پر قابو پانے کے لیے اقدامات کی ہدایت کی۔ اسلام آباد میں بجلی اور پٹرول کی قیمتوں میں اضافے کے خلاف شہریوں نے احتجاج کیا۔ الیکشن کمیشن نے انتخابات کی تیاریوں کے حوالے سے اہم فیصلے کیے۔ سپریم کورٹ کے حکم پر متعلقہ حکام کو نوٹس جاری کر دیے گئے۔ عدالت نے کیس کی سماعت کے دوران وفاقی حکومت اور متعلقہ اداروں سے جواب طلب کرلیا، وکلاء کے دلائل مکمل ہونے پر فیصلہ محفوظ کرلیا گیا۔ وزیراعظم نے اجلاس میں ملکی معاشی صورتحال کا جائزہ لیا اور مہنگائی پر قابو پانے کے لیے اقدامات کی ہدایت کی۔ اسلام آباد میں بجلی اور پٹرول کی قیمتوں میں اضافے کے خلاف شہریوں نے احتجاج کیا۔ الیکشن کمیشن نے انتخابات کی تیاریوں کے حوالے سے اہم فیصلے کیے۔ سپریم کورٹ کے حکم پر متعلقہ حکام کو نوٹس جاری کر دیے گئے۔ عدالت نے کیس کی سماعت کے دوران وفاقی حکومت اور متعلقہ اداروں سے جواب طلب کرلیا، وکلاء کے دلائل مکمل ہونے پر فیصلہ محفوظ کرلیا گیا۔ وزیراعظم نے اجلاس میں ملکی معاشی صورتحال کا جائزہ لیا اور مہنگائی پر قابو پانے کے لیے اقدامات کی ہدایت کی۔ اسلام آباد میں بجلی اور پٹرول کی قیمتوں میں اضافے کے خلاف شہریوں نے احتجاج کیا۔ الیکشن کمیشن نے انتخابات کی تیاریوں کے حوالے سے اہم فیصلے کیے۔ سپریم کورٹ کے حکم پر متعلقہ حکام کو نوٹس جاری کر دیے گئے۔ عدالت نے کیس کی سماعت کے دوران وفاقی حکومت اور متعلقہ اداروں سے جواب طلب کرلیا، وکلاء کے دلائل مکمل ہونے پر فیصلہ محفوظ کرلیا گیا۔ وزیراعظم نے اجلاس میں ملکی معاشی صورتحال کا جائزہ لیا اور مہنگائی پر قابو پانے کے لیے اقدامات کی ہدایت کی۔ اسلام آباد میں بجلی اور پٹرول کی قیمتوں میں اضافے کے خلاف شہریوں نے احتجاج کیا۔ الیکشن کمیشن نے انتخابات کی تیاریوں کے حوالے سے اہم فیصلے کیے۔ سپریم کورٹ کے حکم پر متعلقہ حکام کو نوٹس جاری کر دیے گئے۔ عدالت نے کیس کی سماعت کے دوران وفاقی حکومت اور متعلقہ اداروں سے جواب طلب کرلیا، وکلاء کے دلائل مکمل ہونے پر فیصلہ محفوظ کرلیا گیا۔ وزیراعظم نے اجلاس میں ملکی معاشی صورتحال کا جائزہ لیا اور مہنگائی پر قابو پانے کے لیے اقدامات کی ہدایت کی۔ اسلام آباد میں بجلی اور پٹرول کی قیمتوں میں اضافے کے خلاف شہریوں نے احتجاج کیا۔ الیکشن کمیشن نے انتخابات کی تیاریوں کے حوالے سے اہم فیصلے کیے۔ سپریم کورٹ کے حکم پر متعلقہ حکام کو نوٹس جاری کر دیے گئے۔ <box>3 1281 102 1935</box>
continuation-number: 35 <box>288 1939 309 1951</box>
continuation-header <box>314 1277 412 1289</box>
news-column <box>415 13 517 2573</box>
article-text: نیب نے ریفرنس کی سماعت کے لیے تاریخ مقرر کر دی۔ عدالت نے کیس کی سماعت کے دوران وفاقی حکومت اور متعلقہ اداروں سے جواب طلب کرلیا، وکلاء کے دلائل مکمل ہونے پر فیصلہ محفوظ کرلیا گیا۔ وزیراعظم نے اجلاس میں ملکی معاشی صورتحال کا جائزہ لیا اور مہنگائی پر قابو پانے کے لیے اقدامات کی ہدایت کی۔ اسلام آباد میں بجلی اور پٹرول کی قیمتوں میں اضافے کے خلاف شہریوں نے احتجاج کیا۔ الیکشن کمیشن نے انتخابات کی تیاریوں کے حوالے سے اہم فیصلے کیے۔ سپریم کورٹ کے حکم پر متعلقہ حکام کو نوٹس جاری کر دیے گئے۔ عدالت نے کیس کی سماعت کے دوران وفاقی حکومت اور متعلقہ اداروں سے جواب طلب کرلیا، وکلاء کے دلائل مکمل ہونے پر فیصلہ محفوظ کرلیا گیا۔ وزیراعظم نے اجلاس میں ملکی معاشی صورتحال کا جائزہ لیا اور مہنگائی پر قابو پانے کے لیے اقدامات کی ہدایت کی۔ اسلام آباد میں بجلی اور پٹرول کی قیمتوں میں اضافے کے خلاف شہریوں نے احتجاج کیا۔ الیکشن کمیشن نے انتخابات کی تیاریوں کے حوالے سے اہم فیصلے کیے۔ سپریم کورٹ کے حکم پر متعلقہ حکام کو نوٹس جاری کر دیے گئے۔ <box>521 29 619 301</box>
continuation-header <box>211 560 309 571</box>
continuation-number: 17 <box>495 15 515 27</box>
continuation-header <box>417 15 515 27</box>
continuation-number: 03 <box>702 1969 722 1980</box>
article-text: سکیورٹی فورسز نے علاقے میں کلیئرنس آپریشن شروع کر دیا۔ عدالت نے کیس کی سماعت کے دوران وفاقی حکومت اور متعلقہ اداروں سے جواب طلب کرلیا، وکلاء کے دلائل مکمل ہونے پر فیصلہ محفوظ کرلیا گیا۔ وزیراعظم نے اجلاس میں ملکی معاشی صورتحال کا جائزہ لیا اور مہنگائی پر قابو پانے کے لیے اقدامات کی ہدایت کی۔ اسلام آباد میں بجلی اور پٹرول کی قیمتوں میں اضافے کے خلاف شہریوں نے احتجاج کیا۔ الیکشن کمیشن نے انتخابات کی تیاریوں کے حوالے سے اہم فیصلے کیے۔ سپریم کورٹ کے حکم پر متعلقہ حکام کو نوٹس جاری کر دیے گئے۔ عدالت نے کیس کی سماعت کے دوران وفاقی حکومت اور متعلقہ اداروں سے جواب طلب کرلیا، وکلاء کے دلائل مکمل ہونے پر فیصلہ محفوظ کرلیا گیا۔ وزیراعظم نے اجلاس میں ملکی معاشی صورتحال کا جائزہ لیا اور مہنگائی پر قابو پانے کے لیے اقدامات کی ہدایت کی۔ اسلام آباد میں بجلی اور پٹرول کی قیمتوں میں اضافے کے خلاف شہریوں نے احتجاج کیا۔ الیکشن کمیشن نے انتخابات کی تیاریوں کے حوالے سے اہم فیصلے کیے۔ سپریم کورٹ کے حکم پر متعلقہ حکام کو نوٹس جاری کر دیے گئے۔ عدالت نے کیس کی سماعت کے دوران وفاقی حکومت اور متعلقہ اداروں سے جواب طلب کرلیا، وکلاء کے دلائل مکمل ہونے پر فیصلہ محفوظ کرلیا گیا۔ وزیراعظم نے اجلاس میں ملکی معاشی صورتحال کا جائزہ لیا اور مہنگائی پر قابو پانے کے لیے اقدامات کی ہدایت کی۔ اسلام آباد میں بجلی اور پٹرول کی قیمتوں میں اضافے کے خلاف شہریوں نے احتجاج کیا۔ الیکشن کمیشن نے انتخابات کی تیاریوں کے حوالے سے اہم فیصلے کیے۔ سپریم کورٹ کے حکم پر متعلقہ حکام کو نوٹس جاری کر دیے گئے۔ عدالت نے کیس کی سماعت کے دوران وفاقی حکومت اور متعلقہ اداروں سے جواب طلب کرلیا، وکلاء کے دلائل مکمل ہونے پر فیصلہ محفوظ کرلیا گیا۔ وزیراعظم نے اجلاس میں ملکی معاشی صورتحال کا جائزہ لیا اور مہنگائی پر قابو پانے کے لیے اقدامات کی ہدایت کی۔ اسلام آباد میں بجلی اور پٹرول کی قیمتوں میں اضافے کے خلاف شہریوں نے احتجاج کیا۔ الیکشن کمیشن نے انتخابات کی تیاریوں کے حوالے سے اہم فیصلے کیے۔ سپریم کورٹ کے حکم پر متعلقہ حکام کو نوٹس جاری کر دیے گئے۔ <box>624 766 722 1292</box>
baqiya-label: بقیہ <box>417 2229 450 2241</box>
article-text: الیکشن کمیشن کا اجلاس طلب کیا گیا۔ عدالت نے کیس کی سماعت کے دوران وفاقی حکومت اور متعلقہ اداروں سے جواب طلب کرلیا، وکلاء کے دلائل مکمل ہونے پر فیصلہ محفوظ کرلیا گیا۔ وزیراعظم نے اجلاس میں ملکی معاشی صورتحال کا جائزہ لیا اور مہنگائی پر قابو پانے کے لیے اقدامات کی ہدایت کی۔ اسلام آباد میں بجلی اور پٹرول کی قیمتوں میں اضافے کے خلاف شہریوں نے احتجاج کیا۔ الیکشن کمیشن نے انتخابات کی تیاریوں کے حوالے سے اہم فیصلے کیے۔ سپریم کورٹ کے حکم پر متعلقہ حکام کو نوٹس جاری کر دیے گئے۔ عدالت نے کیس کی سماعت کے دوران وفاقی حکومت اور متعلقہ اداروں سے جواب طلب کرلیا، وکلاء کے دلائل مکمل ہونے پر فیصلہ محفوظ کرلیا گیا۔ وزیراعظم نے اجلاس میں ملکی معاشی صورتحال کا جائزہ لیا اور مہنگائی پر قابو پانے کے لیے اقدامات کی ہدایت کی۔ اسلام آباد میں بجلی اور پٹرول کی قیمتوں میں اضافے کے خلاف شہریوں نے احتجاج کیا۔ الیکشن کمیشن نے انتخابات کی تیاریوں کے حوالے سے اہم فیصلے کیے۔ سپریم کورٹ کے حکم پر متعلقہ حکام کو نوٹس جاری کر دیے گئے۔ عدالت نے کیس کی سماعت کے دوران وفاقی حکومت اور متعلقہ اداروں سے جواب طلب کرلیا، وکلاء کے دلائل مکمل ہونے پر فیصلہ محفوظ کرلیا گیا۔ وزیراعظم نے اجلاس میں ملکی معاشی صورتحال کا جائزہ لیا اور مہنگائی پر قابو پانے کے لیے اقدامات کی ہدایت کی۔ اسلام آباد میں بجلی اور پٹرول کی قیمتوں میں اضافے کے خلاف شہریوں نے احتجاج کیا۔ الیکشن کمیشن نے انتخابات کی تیاریوں کے حوالے سے اہم فیصلے کیے۔ سپریم کورٹ کے حکم پر متعلقہ حکام کو نوٹس جاری کر دیے گئے۔ <box>3 319 102 718</box>
continuation-number: 42 <box>184 1939 205 1951</box>
continuation-header <box>624 325 722 336</box>
baqiya-label: بقیہ <box>4 723 37 734</box>
continuation-number: 22 <box>495 2229 515 2241</box>
article-text: چینی کی قیمتوں میں اضافے کا نوٹس لیا گیا۔ عدالت نے کیس کی سماعت کے دوران وفاقی حکومت اور متعلقہ اداروں سے جواب طلب کرلیا، وکلاء کے دلائل مکمل ہونے پر فیصلہ محفوظ کرلیا گیا۔ وزیراعظم نے اجلاس میں ملکی معاشی صورتحال کا جائزہ لیا اور مہنگائی پر قابو پانے کے لیے اقدامات کی ہدایت کی۔ اسلام آباد میں بجلی اور پٹرول کی قیمتوں میں اضافے کے خلاف شہریوں نے احتجاج کیا۔ الیکشن کمیشن نے انتخابات کی تیاریوں کے حوالے سے اہم فیصلے کیے۔ سپریم کورٹ کے حکم پر متعلقہ حکام کو نوٹس جاری کر دیے گئے۔ عدالت نے کیس کی سماعت کے دوران وفاقی حکومت اور متعلقہ اداروں سے جواب طلب کرلیا، وکلاء کے دلائل مکمل ہونے پر فیصلہ محفوظ کرلیا گیا۔ وزیراعظم نے اجلاس میں ملکی معاشی صورتحال کا جائزہ لیا اور مہنگائی پر قابو پانے کے لیے اقدامات کی ہدایت <box>107 2370 205 2573</box>
continuation-header <box>314 733 412 744</box>
baqiya-label: بقیہ <box>107 2357 140 2368</box>
baqiya-label: بقیہ <box>4 306 37 317</box>
article-text: سونے کی قیمت میں اضافہ ریکارڈ کیا گیا۔ عدالت نے کیس کی سماعت کے دوران وفاقی حکومت اور متعلقہ اداروں سے جواب طلب کرلیا، وکلاء کے دلائل مکمل ہونے پر فیصلہ محفوظ کرلیا گیا۔ وزیراعظم نے اجلاس میں ملکی معاشی صورتحال کا جائزہ لیا اور مہنگائی پر قابو پانے کے لیے اقدامات کی ہدایت کی۔ اسلام آباد میں بجلی اور پٹرول کی قیمتوں میں اضافے کے خلاف شہریوں نے احتجاج کیا۔ الیکشن کمیشن نے انتخابات کی تیاریوں کے حوالے سے اہم فیصلے کیے۔ سپریم کورٹ کے حکم پر متعلقہ حکام کو نوٹس جاری کر دیے گئے۔ عدالت نے کیس کی سماعت کے دوران وفاقی حکومت اور متعلقہ اداروں سے جواب طلب کرلیا، وکلاء کے دلائل مکمل ہونے پر فیصلہ محفوظ کرلیا گیا۔ وزیراعظم نے اجلاس میں ملکی معاشی صورتحال کا جائزہ لیا اور مہنگائی پر قابو پانے کے لیے اقدامات کی ہدایت کی۔ اسلام آباد میں بجلی اور پٹرول کی قیمتوں میں اضافے کے خلاف شہریوں نے احتجاج کیا۔ الیکشن کمیشن نے انتخابات کی تیاریوں کے حوالے سے اہم فیصلے کیے۔ سپریم کورٹ کے حکم پر متعلقہ حکام کو نوٹس جاری کر دیے گئے۔ عدالت نے کیس کی سماعت کے دوران وفاقی حکومت اور متعلقہ اداروں سے جواب طلب کرلیا، وکلاء کے دلائل مکمل ہونے پر فیصلہ محفوظ کرلیا گیا۔ وزیراعظم نے اجلاس میں ملکی معاشی صورتحال کا جائزہ لیا اور مہنگائی پر قابو پانے کے لیے اقدامات کی ہدایت کی۔ اسلام آباد میں بجلی اور پٹرول کی قیمتوں میں اضافے کے خلاف شہریوں نے احتجاج کیا۔ الیکشن کمیشن نے انتخابات کی تیاریوں کے حوالے سے اہم فیصلے کیے۔ سپریم کورٹ کے حکم پر متعلقہ حکام کو نوٹس جاری کر دیے گئے۔ عدالت نے کیس کی سماعت کے دوران وفاقی حکومت اور متعلقہ اداروں سے جواب طلب کرلیا، وکلاء کے دلائل مکمل ہونے پر فیصلہ محفوظ کرلیا گیا۔ وزیراعظم نے اجلاس میں ملکی معاشی صورتحال کا جائزہ لیا اور مہنگائی پر قابو پانے کے لیے اقدامات کی ہدایت کی۔ اسلام آباد میں بجلی اور پٹرول کی قیمتوں میں اضافے کے خلاف شہریوں نے احتجاج کیا۔ الیکشن کمیشن نے انتخابات کی تیاریوں کے حوالے سے اہم فیصلے کیے۔ سپریم کورٹ کے حکم پر متعلقہ حکام کو نوٹس جاری کر دیے گئے۔ عدالت نے کیس کی سماعت کے دوران وفاقی حکومت اور متعلقہ اداروں سے جواب طلب کرلیا، وکلاء کے دلائل مکمل ہونے پر فیصلہ محفوظ کرلیا گیا۔ وزیراعظم نے اجلاس میں ملکی معاشی صورتحال کا جائزہ لیا اور مہنگائی پر قابو پانے کے لیے اقدامات کی ہدایت کی۔ اسلام آباد میں بجلی اور پٹرول کی قیمتوں میں اضافے کے خلاف شہریوں نے احتجاج کیا۔ الیکشن کمیشن نے انتخابات کی تیاریوں کے حوالے سے اہم فیصلے کیے۔ سپریم کورٹ کے حکم پر متعلقہ حکام کو نوٹس جاری کر دیے گئے۔ <box>210 574 309 1227</box>
continuation-header <box>4 2229 102 2241</box>
baqiya-label: بقیہ <box>314 1949 347 1960</box>
continuation-header <box>624 1297 722 1308</box>
baqiya-label: بقیہ <box>4 1939 37 1951</box>
article-text: کراچی اسٹاک ایکسچینج میں کاروبار کا مثبت رجحان رہا۔ عدالت نے کیس کی سماعت کے دوران وفاقی حکومت اور متعلقہ اداروں سے جواب طلب کرلیا، وکلاء کے دلائل مکمل ہونے پر فیصلہ محفوظ کرلیا گیا۔ وزیراعظم نے اجلاس میں ملکی معاشی صورتحال کا جائزہ لیا اور مہنگائی پر قابو پانے کے لیے اقدامات کی ہدایت کی۔ اسلام آباد میں بجلی اور پٹرول کی قیمتوں میں اضافے کے خلاف شہریوں نے احتجاج کیا۔ الیکشن کمیشن نے انتخابات کی تیاریوں کے حوالے سے اہم فیصلے کیے۔ سپریم کورٹ کے حکم پر متعلقہ حکام کو نوٹس جاری کر دیے گئے۔ عدالت نے کیس کی سماعت کے دوران وفاقی حکومت اور متعلقہ اداروں سے جواب طلب کرلیا، وکلاء کے دلائل مکمل ہونے پر فیصلہ محفوظ کرلیا گیا۔ وزیراعظم نے اجلاس میں ملکی معاشی صورتحال کا جائزہ لیا اور مہنگائی پر قابو پانے کے لیے اقدامات کی ہدایت کی۔ اسلام آباد میں بجلی اور پٹرول کی قیمتوں میں اضافے کے خلاف شہریوں نے احتجاج کیا۔ الیکشن کمیشن نے انتخابات کی تیاریوں کے حوالے سے اہم فیصلے کیے۔ سپریم کورٹ کے حکم پر متعلقہ حکام کو نوٹس جاری کر دیے گئے۔ عدالت نے کیس کی سماعت کے دوران وفاقی حکومت اور متعلقہ اداروں سے جواب طلب کرلیا، وکلاء کے دلائل مکمل ہونے پر فیصلہ محفوظ کرلیا گیا۔ وزیراعظم نے اجلاس میں ملکی معاشی صورتحال کا جائزہ لیا اور مہنگائی پر قابو پانے کے لیے اقدامات کی ہدایت کی۔ اسلام آباد میں بجلی اور پٹرول کی قیمتوں میں اضافے کے خلاف شہریوں نے احتجاج کیا۔ الیکشن کمیشن نے انتخابات کی تیاریوں کے حوالے سے اہم فیصلے کیے۔ سپریم کورٹ کے حکم پر متعلقہ حکام کو نوٹس جاری کر دیے گئے۔ عدالت نے کیس کی سماعت کے دوران وفاقی حکومت اور متعلقہ اداروں سے جواب طلب کرلیا، وکلاء کے دلائل مکمل ہونے پر فیصلہ محفوظ کرلیا گیا۔ وزیراعظم نے اجلاس میں ملکی معاشی صورتحال کا جائزہ لیا اور مہنگائی پر قابو پانے کے لیے اقدامات کی ہدایت کی۔ اسلام آباد میں بجلی اور پٹرول کی قیمتوں میں اضافے کے خلاف شہریوں نے احتجاج کیا۔ الیکشن کمیشن نے انتخابات کی تیاریوں کے حوالے سے اہم فیصلے کیے۔ سپریم کورٹ کے حکم پر متعلقہ حکام کو نوٹس جاری کر دیے گئے۔ <box>210 29 309 555</box>
continuation-header <box>624 752 722 764</box>
continuation-number: 02 <box>702 1297 722 1308</box>
article-text: اسلام آباد ہائیکورٹ نے کیس کا تحریری فیصلہ جاری کر دیا۔ عدالت نے کیس کی سماعت کے دوران وفاقی حکومت اور متعلقہ اداروں سے جواب طلب کرلیا، وکلاء کے دلائل مکمل ہونے پر فیصلہ محفوظ کرلیا گیا۔ وزیراعظم نے اجلاس میں ملکی معاشی صورتحال کا جائزہ لیا اور مہنگائی پر قابو پانے کے لیے اقدامات کی ہدایت کی۔ اسلام آباد میں بجلی اور پٹرول کی قیمتوں میں اضافے کے خلاف شہریوں نے احتجاج کیا۔ الیکشن کمیشن نے انتخابات کی تیاریوں کے حوالے سے اہم فیصلے کیے۔ سپریم کورٹ کے حکم پر متعلقہ حکام کو نوٹس جاری کر دیے گئے۔ عدالت نے کیس کی سماعت کے دوران وفاقی حکومت اور متعلقہ اداروں سے جواب طلب کرلیا، وکلاء کے دلائل مکمل ہونے پر فیصلہ محفوظ کرلیا گیا۔ وزیراعظم نے اجلاس میں ملکی معاشی صورتحال کا جائزہ لیا اور مہنگائی پر قابو پانے کے لیے اقدامات کی ہدایت کی۔ اسلام آباد میں بجلی اور پٹرول کی قیمتوں میں اضافے کے خلاف شہریوں نے احتجاج کیا۔ الیکشن کمیشن نے انتخابات کی تیاریوں کے حوالے سے اہم فیصلے کیے۔ سپریم کورٹ کے حکم پر متعلقہ حکام کو نوٹس جاری کر دیے گئے۔ عدالت نے کیس کی سماعت کے دوران وفاقی حکومت اور متعلقہ اداروں سے جواب طلب کرلیا، وکلاء کے دلائل مکمل ہونے پر فیصلہ محفوظ کرلیا گیا۔ وزیراعظم نے اجلاس میں ملکی معاشی صورتحال کا جائزہ لیا اور مہنگائی پر قابو پانے کے لیے اقدامات کی ہدایت کی۔ اسلام آباد میں بجلی اور پٹرول کی قیمتوں میں اضافے کے خلاف شہریوں نے احتجاج کیا۔ الیکشن کمیشن نے انتخابات کی تیاریوں کے حوالے سے اہم فیصلے کیے۔ سپریم کورٹ کے حکم پر متعلقہ حکام کو نوٹس جاری کر دیے گئے۔ <box>314 329 412 728</box>
continuation-entry <box>314 1277 412 1946</box>
continuation-number: 51 <box>81 723 102 734</box>
article-text: وزارت خزانہ کے مطابق معاشی اشاریے بہتر ہو رہے ہیں۔ عدالت نے کیس کی سماعت کے دوران وفاقی حکومت اور متعلقہ اداروں سے جواب طلب کرلیا، وکلاء کے دلائل مکمل ہونے پر فیصلہ محفوظ کرلیا گیا۔ وزیراعظم نے اجلاس میں ملکی معاشی صورتحال کا جائزہ لیا اور مہنگائی پر قابو پانے کے لیے اقدامات کی ہدایت کی۔ اسلام آباد میں بجلی اور پٹرول کی قیمتوں میں اضافے کے خلاف شہریوں نے احتجاج کیا۔ الیکشن کمیشن نے انتخابات کی تیاریوں کے حوالے سے اہم فیصلے کیے۔ سپریم کورٹ کے حکم پر متعلقہ حکام کو نوٹس جاری کر دیے گئے۔ عدالت نے کیس کی سماعت کے دوران وفاقی حکومت اور متعلقہ اداروں سے جواب طلب کرلیا، وکلاء کے دلائل مکمل ہونے پر فیصلہ محفوظ کرلیا گیا۔ وزیراعظم نے اجلاس میں ملکی معاشی صورتحال کا جائزہ لیا اور مہنگائی پر قابو پانے کے لیے اقدامات کی ہدایت کی۔ اسلام آباد میں بجلی اور پٹرول کی قیمتوں میں اضافے کے خلاف شہریوں نے احتجاج کیا۔ الیکشن کمیشن نے انتخابات کی تیاریوں کے حوالے سے اہم فیصلے کیے۔ سپریم کورٹ کے حکم پر متعلقہ حکام کو نوٹس جاری کر دیے گئے۔ عدالت نے کیس کی سماعت کے دوران وفاقی حکومت اور متعلقہ اداروں سے جواب طلب کرلیا، وکلاء کے دلائل مکمل ہونے پر فیصلہ محفوظ کرلیا گیا۔ وزیراعظم نے اجلاس میں ملکی معاشی صورتحال کا جائزہ لیا اور مہنگائی پر قابو پانے کے لیے اقدامات کی ہدایت کی۔ اسلام آباد میں بجلی اور پٹرول کی قیمتوں میں اضافے کے خلاف شہریوں نے احتجاج کیا۔ الیکشن کمیشن نے انتخابات کی تیاریوں کے حوالے سے اہم فیصلے کیے۔ سپریم کورٹ کے حکم پر متعلقہ حکام کو نوٹس جاری کر دیے گئے۔ عدالت نے کیس کی سماعت کے دوران وفاقی حکومت اور متعلقہ اداروں سے جواب طلب کرلیا، وکلاء کے دلائل مکمل ہونے پر فیصلہ محفوظ کرلیا گیا۔ وزیراعظم نے اجلاس میں ملکی معاشی صورتحال کا جائزہ لیا اور مہنگائی پر قابو پانے کے لیے اقدامات کی ہدایت کی۔ اسلام آباد میں بجلی اور پٹرول کی قیمتوں میں اضافے کے خلاف شہریوں نے احتجاج کیا۔ الیکشن کمیشن نے انتخابات کی تیاریوں کے حوالے سے اہم فیصلے کیے۔ سپریم کورٹ کے حکم پر متعلقہ حکام کو نوٹس جاری کر دیے گئے۔ عدالت نے کیس کی سماعت کے دوران وفاقی حکومت اور متعلقہ اداروں سے جواب طلب کرلیا، وکلاء کے دلائل مکمل ہونے پر فیصلہ محفوظ کرلیا گیا۔ وزیراعظم نے اجلاس میں ملکی معاشی صورتحال کا جائزہ لیا اور مہنگائی پر قابو پانے کے لیے اقدامات کی ہدایت کی۔ اسلام آباد میں بجلی اور پٹرول کی قیمتوں میں اضافے کے خلاف شہریوں نے احتجاج کیا۔ الیکشن کمیشن نے انتخابات کی تیاریوں کے حوالے سے اہم فیصلے کیے۔ سپریم کورٹ کے حکم پر متعلقہ حکام کو نوٹس جاری کر دیے گئے۔ <box>624 1311 722 1964</box>
article-text: محکمہ موسمیات نے ملک کے بیشتر حصوں میں بارش کی پیشگوئی کی ہے۔ عدالت نے کیس کی سماعت کے دوران وفاقی حکومت اور متعلقہ اداروں سے جواب طلب کرلیا، وکلاء کے دلائل مکمل ہونے پر فیصلہ محفوظ کرلیا گیا۔ وزیراعظم نے اجلاس میں ملکی معاشی صورتحال کا جائزہ لیا اور مہنگائی پر قابو پانے کے لیے اقدامات کی ہدایت کی۔ اسلام آباد میں بجلی اور پٹرول کی قیمتوں میں اضافے کے خلاف شہریوں نے احتجاج کیا۔ الیکشن کمیشن نے انتخابات کی تیاریوں کے حوالے سے اہم فیصلے کیے۔ سپریم کورٹ کے حکم پر متعلقہ حکام کو نوٹس جاری کر دیے گئے۔ عدالت نے کیس کی سماعت کے دوران وفاقی حکومت اور متعلقہ اداروں سے جواب طلب کرلیا، وکلاء کے دلائل مکمل ہونے پر فیصلہ محفوظ کرلیا گیا۔ وزیراعظم نے اجلاس میں ملکی معاشی صورتحال کا جائزہ لیا اور مہنگائی پر قابو پانے کے لیے اقدامات کی ہدایت کی۔ اسلام آباد میں بجلی اور پٹرول کی قیمتوں میں اضافے کے خلاف شہریوں نے احتجاج کیا۔ الیکشن کمیشن نے انتخابات کی تیاریوں کے حوالے سے اہم فیصلے کیے۔ سپریم کورٹ کے حکم پر متعلقہ حکام کو نوٹس جاری کر دیے گئے۔ <box>624 1982 722 2264</box>
continuation-entry <box>4 306 102 720</box>
baqiya-label: بقیہ <box>417 1267 450 1279</box>
continuation-entry <box>314 1949 412 2236</box>
continuation-header <box>624 1969 722 1980</box>
baqiya-label: بقیہ <box>417 1939 450 1951</box>
continuation-entry <box>624 1969 722 2265</box>
continuation-header <box>521 2229 619 2241</box>
news-column <box>622 13 724 2573</box>
continuation-entry <box>314 315 412 730</box>
continuation-header <box>107 15 205 27</box>
article-text: سینیٹ اجلاس میں قانون سازی پر بحث ہوئی۔ عدالت نے کیس کی سماعت کے دوران وفاقی حکومت اور متعلقہ اداروں سے جواب طلب کرلیا، وکلاء کے دلائل مکمل ہونے پر فیصلہ محفوظ کرلیا گیا۔ وزیراعظم نے اجلاس میں ملکی معاشی صورتحال کا جائزہ لیا اور مہنگائی پر قابو پانے کے لیے اقدامات کی ہدایت کی۔ اسلام آباد میں بجلی اور پٹرول کی قیمتوں میں اضافے کے خلاف شہریوں نے احتجاج کیا۔ الیکشن کمیشن نے انتخابات کی تیاریوں کے حوالے سے اہم فیصلے کیے۔ سپریم کورٹ کے حکم پر متعلقہ حکام کو نوٹس جاری کر دیے گئے۔ عدالت نے کیس کی سماعت کے دوران وفاقی حکومت اور متعلقہ اداروں سے جواب طلب کرلیا، وکلاء کے دلائل مکمل ہونے پر فیصلہ محفوظ کرلیا گیا۔ وزیراعظم نے اجلاس میں ملکی معاشی صورتحال کا جائزہ لیا اور مہنگائی پر قابو پانے کے لیے اقدامات کی ہدایت کی۔ اسلام آباد میں بجلی اور پٹرول کی قیمتوں میں اضافے کے خلاف شہریوں نے احتجاج کیا۔ الیکشن کمیشن نے انتخابات کی تیاریوں کے حوالے سے اہم فیصلے کیے۔ سپریم کورٹ کے حکم پر متعلقہ حکام کو نوٹس جاری کر دیے گئے۔ عدالت نے کیس کی سماعت کے دوران وفاقی حکومت اور متعلقہ اداروں سے جواب طلب کرلیا، وکلاء کے دلائل مکمل ہونے پر فیصلہ محفوظ کرلیا گیا۔ وزیراعظم نے اجلاس میں ملکی معاشی صورتحال کا جائزہ لیا اور مہنگائی پر قابو پانے کے لیے اقدامات کی ہدایت کی۔ اسلام آباد میں بجلی اور پٹرول کی قیمتوں میں اضافے کے خلاف شہریوں نے احتجاج کیا۔ الیکشن کمیشن نے انتخابات کی تیاریوں کے حوالے سے اہم فیصلے کیے۔ سپریم کورٹ کے حکم پر متعلقہ حکام کو نوٹس جاری کر دیے گئے۔ عدالت نے کیس کی سماعت کے دوران وفاقی حکومت اور متعلقہ اداروں سے جواب طلب کرلیا، وکلاء کے دلائل مکمل ہونے پر فیصلہ محفوظ کرلیا گیا۔ وزیراعظم نے اجلاس میں ملکی معاشی صورتحال کا جائزہ لیا اور مہنگائی پر قابو پانے کے لیے اقدامات کی ہدایت کی۔ اسلام آباد میں بجلی اور پٹرول کی قیمتوں میں اضافے کے خلاف شہریوں نے احتجاج کیا۔ الیکشن کمیشن نے انتخابات کی تیاریوں کے حوالے سے اہم فیصلے کیے۔ سپریم کورٹ کے حکم پر متعلقہ حکام کو نوٹس جاری کر دیے گئے۔ عدالت نے کیس کی سماعت کے دوران وفاقی حکومت اور متعلقہ اداروں سے جواب طلب کرلیا، وکلاء کے دلائل مکمل ہونے پر فیصلہ محفوظ کرلیا گیا۔ وزیراعظم نے اجلاس میں ملکی معاشی صورتحال کا جائزہ لیا اور مہنگائی پر قابو پانے کے لیے اقدامات کی ہدایت کی۔ اسلام آباد میں بجلی اور پٹرول کی قیمتوں میں اضافے کے خلاف شہریوں نے احتجاج کیا۔ الیکشن کمیشن نے انتخابات کی تیاریوں کے حوالے سے اہم فیصلے کیے۔ سپریم کورٹ کے حکم پر متعلقہ حکام کو نوٹس جاری کر دیے گئے۔ <box>417 1281 516 1935</box>
continuation-header <box>521 723 619 734</box>
article-text: سپریم کورٹ میں نظرثانی درخواست دائر کر دی گئی۔ عدالت نے کیس کی سماعت کے دوران وفاقی حکومت اور متعلقہ اداروں سے جواب طلب کرلیا، وکلاء کے دلائل مکمل ہونے پر فیصلہ محفوظ کرلیا گیا۔ وزیراعظم نے اجلاس میں ملکی معاشی صورتحال کا جائزہ لیا اور مہنگائی پر قابو پانے کے لیے اقدامات کی ہدایت کی۔ اسلام آباد میں بجلی اور پٹرول کی قیمتوں میں اضافے کے خلاف شہریوں نے احتجاج کیا۔ الیکشن کمیشن نے انتخابات کی تیاریوں کے حوالے سے اہم فیصلے کیے۔ سپریم کورٹ کے حکم پر متعلقہ حکام کو نوٹس جاری کر دیے گئے۔ عدالت نے کیس کی سماعت کے دوران وفاقی حکومت اور متعلقہ اداروں سے جواب طلب کرلیا، وکلاء کے دلائل مکمل ہونے پر فیصلہ محفوظ کرلیا گیا۔ وزیراعظم نے اجلاس میں ملکی معاشی صورتحال کا جائزہ لیا اور مہنگائی پر قابو پانے کے لیے اقدامات کی ہدایت کی۔ اسلام آباد میں بجلی اور پٹرول کی قیمتوں میں اضافے کے خلاف شہریوں نے احتجاج کیا۔ الیکشن کمیشن نے انتخابات کی تیاریوں کے حوالے سے اہم فیصلے کیے۔ سپریم کورٹ کے حکم پر متعلقہ حکام کو نوٹس جاری کر دیے گئے۔ عدالت نے کیس کی سماعت کے دوران وفاقی حکومت اور متعلقہ اداروں سے جواب طلب کرلیا، وکلاء کے دلائل مکمل ہونے پر فیصلہ محفوظ کرلیا گیا۔ وزیراعظم نے اجلاس میں ملکی معاشی صورتحال کا جائزہ لیا اور مہنگائی پر قابو پانے کے لیے اقدامات کی ہدایت کی۔ اسلام آباد میں بجلی اور پٹرول کی قیمتوں میں اضافے کے خلاف شہریوں نے احتجاج کیا۔ الیکشن کمیشن نے انتخابات کی تیاریوں کے حوالے سے اہم فیصلے کیے۔ سپریم کورٹ کے حکم پر متعلقہ حکام کو نوٹس جاری کر دیے گئے۔ <box>107 1953 205 2352</box>
continuation-entry <box>417 723 515 1264</box>
article-text: آئی ایم ایف وفد سے مذاکرات کا نیا دور شروع ہوا۔ عدالت نے کیس کی سماعت کے دوران وفاقی حکومت اور متعلقہ اداروں سے جواب طلب کرلیا، وکلاء کے دلائل مکمل ہونے پر فیصلہ محفوظ کرلیا گیا۔ وزیراعظم نے اجلاس میں ملکی معاشی صورتحال کا جائزہ لیا اور مہنگائی پر قابو پانے کے لیے اقدامات کی ہدایت کی۔ اسلام آباد میں بجلی اور پٹرول کی قیمتوں میں اضافے کے خلاف شہریوں نے احتجاج کیا۔ الیکشن کمیشن نے انتخابات کی تیاریوں کے حوالے سے اہم فیصلے کیے۔ سپریم کورٹ کے حکم پر متعلقہ حکام کو نوٹس جاری کر دیے گئے۔ عدالت نے کیس کی سماعت کے دوران وفاقی حکومت اور متعلقہ اداروں سے جواب طلب کرلیا، وکلاء کے دلائل مکمل ہونے پر فیصلہ محفوظ کرلیا گیا۔ وزیراعظم نے اجلاس میں ملکی معاشی صورتحال کا جائزہ لیا اور مہنگائی پر قابو پانے کے لیے اقدامات کی ہدایت کی۔ اسلام آباد میں بجلی اور پٹرول کی قیمتوں میں اضافے کے خلاف شہریوں نے احتجاج کیا۔ الیکشن کمیشن نے انتخابات کی تیاریوں کے حوالے سے اہم فیصلے کیے۔ سپریم کورٹ کے حکم پر متعلقہ حکام کو نوٹس جاری کر دیے گئے۔ عدالت نے کیس کی سماعت کے دوران وفاقی حکومت اور متعلقہ اداروں سے جواب طلب کرلیا، وکلاء کے دلائل مکمل ہونے پر فیصلہ محفوظ کرلیا گیا۔ وزیراعظم نے اجلاس میں ملکی معاشی صورتحال کا جائزہ لیا اور مہنگائی پر قابو پانے کے <box>417 2243 516 2573</box>
continuation-entry <box>107 433 205 974</box>
continuation-entry <box>417 1939 515 2226</box>
continuation-entry <box>521 2229 619 2576</box>
continuation-number: 12 <box>598 15 619 27</box>
continuation-number: 15 <box>598 1267 619 1279</box>
baqiya-label: بقیہ <box>417 15 450 27</box>
baqiya-label: بقیہ <box>107 1939 140 1951</box>
continuation-number: 34 <box>288 1522 309 1533</box>
article-text: وفاقی وزیر نے منصوبے کا افتتاح کیا۔ عدالت نے کیس کی سماعت کے دوران وفاقی حکومت اور متعلقہ اداروں سے جواب طلب کرلیا، وکلاء کے دلائل مکمل ہونے پر فیصلہ محفوظ کرلیا گیا۔ وزیراعظم نے اجلاس میں ملکی معاشی صورتحال کا جائزہ لیا اور مہنگائی پر قابو پانے کے لیے اقدامات کی ہدایت کی۔ اسلام آباد میں بجلی اور پٹرول کی قیمتوں میں اضافے کے خلاف شہریوں نے احتجاج کیا۔ الیکشن کمیشن نے انتخابات کی تیاریوں کے حوالے سے اہم فیصلے کیے۔ سپریم کورٹ کے حکم پر متعلقہ حکام کو نوٹس جاری کر دیے گئے۔ عدالت نے کیس کی سماعت کے دوران وفاقی حکومت اور متعلقہ اداروں سے جواب طلب کرلیا، وکلاء کے دلائل مکمل ہونے پر فیصلہ محفوظ کرلیا گیا۔ وزیراعظم نے اجلاس میں ملکی معاشی صورتحال کا جائزہ لیا اور مہنگائی پر قابو پانے کے لیے اقدامات کی ہدایت کی۔ اسلام آباد میں بجلی اور پٹرول کی قیمتوں میں اضافے کے خلاف شہریوں نے احتجاج کیا۔ الیکشن کمیشن نے انتخابات کی تیاریوں کے حوالے سے اہم فیصلے کیے۔ سپریم کورٹ کے حکم پر متعلقہ حکام کو نوٹس جاری کر دیے گئے۔ <box>210 1246 309 1517</box>
article-text: ڈالر کی قیمت میں کمی کا رجحان جاری ہے۔ عدالت نے کیس کی سماعت کے دوران وفاقی حکومت اور متعلقہ اداروں سے جواب طلب کرلیا، وکلاء کے دلائل مکمل ہونے پر فیصلہ محفوظ کرلیا گیا۔ وزیراعظم نے اجلاس میں ملکی معاشی صورتحال کا جائزہ لیا اور مہنگائی پر قابو پانے کے لیے اقدامات کی ہدایت کی۔ اسلام آباد میں بجلی اور پٹرول کی قیمتوں میں اضافے کے خلاف شہریوں نے احتجاج کیا۔ الیکشن کمیشن نے انتخابات کی تیاریوں کے حوالے سے اہم فیصلے کیے۔ سپریم کورٹ کے حکم پر متعلقہ حکام کو نوٹس جاری کر دیے گئے۔ عدالت نے کیس کی سماعت کے دوران وفاقی حکومت اور متعلقہ اداروں سے جواب طلب کرلیا، وکلاء کے دلائل مکمل ہونے پر فیصلہ محفوظ کرلیا گیا۔ وزیراعظم نے اجلاس میں ملکی معاشی صورتحال کا جائزہ لیا اور مہنگائی پر قابو پانے کے لیے اقدامات کی ہدایت کی۔ اسلام آباد میں بجلی اور پٹرول کی قیمتوں میں اضافے کے خلاف شہریوں نے احتجاج کیا۔ الیکشن کمیشن نے انتخابات کی تیاریوں کے حوالے سے اہم فیصلے کیے۔ سپریم کورٹ کے حکم پر متعلقہ حکام کو نوٹس جاری کر دیے گئے۔ عدالت نے کیس کی سماعت کے دوران وفاقی حکومت اور متعلقہ اداروں سے جواب طلب کرلیا، وکلاء کے دلائل مکمل ہونے پر فیصلہ محفوظ کرلیا گیا۔ وزیراعظم نے اجلاس میں ملکی معاشی صورتحال کا جائزہ لیا اور مہنگائی پر قابو پانے کے لیے اقدامات کی ہدایت کی۔ اسلام آباد میں بجلی اور پٹرول کی قیمتوں میں اضافے کے خلاف شہریوں نے احتجاج کیا۔ الیکشن کمیشن نے انتخابات کی تیاریوں کے حوالے سے اہم فیصلے کیے۔ سپریم کورٹ کے حکم پر متعلقہ حکام کو نوٹس جاری کر دیے گئے۔ عدالت نے کیس کی سماعت کے دوران وفاقی حکومت اور متعلقہ اداروں سے جواب طلب کرلیا، وکلاء کے دلائل مکمل ہونے پر فیصلہ محفوظ کرلیا گیا۔ وزیراعظم نے اجلاس میں ملکی معاشی صورتحال کا جائزہ لیا اور مہنگائی پر قابو پانے کے لیے اقدامات کی ہدایت کی۔ اسلام آباد میں بجلی اور پٹرول کی قیمتوں میں اضافے کے خلاف شہریوں نے احتجاج کیا۔ الیکشن کمیشن نے انتخابات کی تیاریوں کے حوالے سے اہم فیصلے کیے۔ سپریم کورٹ کے حکم پر متعلقہ حکام کو نوٹس جاری کر دیے گئے۔ <box>521 737 619 1263</box>
article-text: ایف آئی اے نے منی لانڈرنگ کیس میں تحقیقات کا دائرہ وسیع کر دیا۔ عدالت نے کیس کی سماعت کے دوران وفاقی حکومت اور متعلقہ اداروں سے جواب طلب کرلیا، وکلاء کے دلائل مکمل ہونے پر فیصلہ محفوظ کرلیا گیا۔ وزیراعظم نے اجلاس میں ملکی معاشی صورتحال کا جائزہ لیا اور مہنگائی پر قابو پانے کے لیے اقدامات کی ہدایت کی۔ اسلام آباد میں بجلی اور پٹرول کی قیمتوں میں اضافے کے خلاف شہریوں نے احتجاج کیا۔ الیکشن کمیشن نے انتخابات کی تیاریوں کے حوالے سے اہم فیصلے کیے۔ سپریم کورٹ کے حکم پر متعلقہ حکام کو نوٹس جاری کر دیے گئے۔ عدالت نے کیس کی سماعت کے دوران وفاقی حکومت اور متعلقہ اداروں سے جواب طلب کرلیا، وکلاء کے دلائل مکمل ہونے پر فیصلہ محفوظ کرلیا گیا۔ وزیراعظم نے اجلاس میں ملکی معاشی صورتحال کا جائزہ لیا اور مہنگائی پر قابو پانے کے لیے اقدامات کی ہدایت کی۔ اسلام آباد میں بجلی اور پٹرول کی قیمتوں میں اضافے کے خلاف شہریوں نے احتجاج کیا۔ الیکشن کمیشن نے انتخابات کی تیاریوں کے حوالے سے اہم فیصلے کیے۔ سپریم کورٹ کے حکم پر متعلقہ حکام کو نوٹس جاری کر دیے گئے۔ عدالت نے کیس کی سماعت کے دوران وفاقی حکومت اور متعلقہ اداروں سے جواب طلب کرلیا، وکلاء کے دلائل مکمل ہونے پر فیصلہ محفوظ کرلیا گیا۔ وزیراعظم نے اجلاس میں ملکی معاشی صورتحال کا جائزہ لیا اور مہنگائی پر قابو پانے کے لیے اقدامات کی ہدایت کی۔ اسلام آباد میں بجلی اور پٹرول کی قیمتوں میں اضافے کے خلاف شہریوں نے احتجاج کیا۔ الیکشن کمیشن نے انتخابات کی تیاریوں کے حوالے سے اہم فیصلے کیے۔ سپریم کورٹ کے حکم پر متعلقہ حکام کو نوٹس جاری کر دیے گئے۔ <box>521 319 619 718</box>
article-text: قومی ٹیم ایشیا کپ کے اگلے میچ کی تیاری میں مصروف ہے۔ عدالت نے کیس کی سماعت کے دوران وفاقی حکومت اور متعلقہ اداروں سے جواب طلب کرلیا، وکلاء کے دلائل مکمل ہونے پر فیصلہ محفوظ کرلیا گیا۔ وزیراعظم نے اجلاس میں ملکی معاشی صورتحال کا جائزہ لیا اور مہنگائی پر قابو پانے کے لیے اقدامات کی ہدایت کی۔ اسلام آباد میں بجلی اور پٹرول کی قیمتوں میں اضافے کے خلاف شہریوں نے احتجاج کیا۔ الیکشن کمیشن نے انتخابات کی تیاریوں کے حوالے سے اہم فیصلے کیے۔ سپریم کورٹ کے حکم پر متعلقہ حکام کو نوٹس جاری کر دیے گئے۔ عدالت نے کیس کی سماعت کے دوران وفاقی حکومت اور متعلقہ اداروں سے جواب طلب کرلیا، وکلاء کے دلائل مکمل ہونے پر فیصلہ محفوظ کرلیا گیا۔ وزیراعظم نے اجلاس میں ملکی معاشی صورتحال کا جائزہ لیا اور مہنگائی پر قابو پانے کے لیے اقدامات کی ہدایت کی۔ اسلام آباد میں بجلی اور پٹرول کی قیمتوں میں اضافے کے خلاف شہریوں نے احتجاج کیا۔ الیکشن کمیشن نے انتخابات کی تیاریوں کے حوالے سے اہم فیصلے کیے۔ سپریم کورٹ کے حکم پر متعلقہ حکام کو نوٹس جاری کر دیے گئے۔ عدالت نے کیس کی سماعت کے دوران وفاقی حکومت اور متعلقہ اداروں سے جواب طلب کرلیا، وکلاء کے دلائل مکمل ہونے پر فیصلہ محفوظ کرلیا گیا۔ وزیراعظم نے اجلاس میں ملکی معاشی صورتحال کا جائزہ لیا اور مہنگائی پر قابو پانے کے لیے اقدامات کی ہدایت کی۔ اسلام آباد میں بجلی اور پٹرول کی قیمتوں میں اضافے کے خلاف شہریوں نے احتجاج کیا۔ الیکشن کمیشن نے انتخابات کی تیاریوں کے حوالے سے اہم فیصلے کیے۔ سپریم کورٹ کے حکم پر متعلقہ حکام کو نوٹس جاری کر دیے گئے۔ عدالت نے کیس کی سماعت کے دوران وفاقی حکومت اور متعلقہ اداروں سے جواب طلب کرلیا، وکلاء کے دلائل مکمل ہونے پر فیصلہ محفوظ کرلیا گیا۔ وزیراعظم نے اجلاس میں ملکی معاشی صورتحال کا جائزہ لیا اور مہنگائی پر قابو پانے کے لیے اقدامات کی ہدایت کی۔ اسلام آباد میں بجلی اور پٹرول کی قیمتوں میں اضافے کے خلاف شہریوں نے احتجاج کیا۔ الیکشن کمیشن نے انتخابات کی تیاریوں کے حوالے سے اہم فیصلے کیے۔ سپریم کورٹ کے حکم پر متعلقہ حکام کو نوٹس جاری کر دیے گئے۔ <box>314 747 412 1273</box>
continuation-number: 21 <box>495 1939 515 1951</box>
article-text: عدالت نے ضمانت کی درخواست مسترد کر دی۔ عدالت نے کیس کی سماعت کے دوران وفاقی حکومت اور متعلقہ اداروں سے جواب طلب کرلیا، وکلاء کے دلائل مکمل ہونے پر فیصلہ محفوظ کرلیا گیا۔ وزیراعظم نے اجلاس میں ملکی معاشی صورتحال کا جائزہ لیا اور مہنگائی پر قابو پانے کے لیے اقدامات کی ہدایت کی۔ اسلام آباد میں بجلی اور پٹرول کی قیمتوں میں اضافے کے خلاف شہریوں نے احتجاج کیا۔ الیکشن کمیشن نے انتخابات کی تیاریوں کے حوالے سے اہم فیصلے کیے۔ سپریم کورٹ کے حکم پر متعلقہ حکام کو نوٹس جاری کر دیے گئے۔ عدالت نے کیس کی سماعت کے دوران وفاقی حکومت اور متعلقہ اداروں سے جواب طلب کرلیا، وکلاء کے دلائل مکمل ہونے پر فیصلہ محفوظ کرلیا گیا۔ وزیراعظم نے اجلاس میں ملکی معاشی صورتحال کا جائزہ لیا اور مہنگائی پر قابو پانے کے لیے اقدامات کی ہدایت کی۔ اسلام آباد میں بجلی اور پٹرول کی قیمتوں میں اضافے کے خلاف شہریوں نے احتجاج کیا۔ الیکشن کمیشن نے انتخابات کی تیاریوں کے حوالے سے اہم فیصلے کیے۔ سپریم کورٹ کے حکم پر متعلقہ حکام کو نوٹس جاری کر دیے گئے۔ <box>521 1953 619 2225</box>
continuation-header <box>211 1939 309 1951</box>
continuation-header <box>314 2239 412 2250</box>
continuation-number: 18 <box>495 306 515 317</box>
article-text: ایسے ہی ہوگی ہم نے مالیاتی ڈسپلن کو برقرار رکھنا ہے، نگران حکومت کے اقدامات سے عوام کو ریلیف ملے گا۔ عدالت نے کیس کی سماعت کے دوران وفاقی حکومت اور متعلقہ اداروں سے جواب طلب کرلیا، وکلاء کے دلائل مکمل ہونے پر فیصلہ محفوظ کرلیا گیا۔ وزیراعظم نے اجلاس میں ملکی معاشی صورتحال کا جائزہ لیا اور مہنگائی پر قابو پانے کے لیے اقدامات کی ہدایت کی۔ اسلام آباد میں بجلی اور پٹرول کی قیمتوں میں اضافے کے خلاف شہریوں نے احتجاج کیا۔ الیکشن کمیشن نے انتخابات کی تیاریوں کے حوالے سے اہم فیصلے کیے۔ سپریم کورٹ کے حکم پر متعلقہ حکام کو نوٹس جاری کر دیے گئے۔ عدالت نے کیس کی سماعت کے دوران وفاقی حکومت اور متعلقہ اداروں سے جواب طلب کرلیا، وکلاء کے دلائل مکمل ہونے پر فیصلہ محفوظ کرلیا گیا۔ وزیراعظم نے اجلاس میں ملکی معاشی صورتحال کا جائزہ لیا اور مہنگائی پر قابو پانے کے لیے اقدامات کی ہدایت کی۔ اسلام آباد میں بجلی اور پٹرول کی قیمتوں میں اضافے کے خلاف شہریوں نے احتجاج کیا۔ الیکشن کمیشن نے انتخابات کی تیاریوں کے حوالے سے اہم فیصلے کیے۔ سپریم کورٹ کے حکم پر متعلقہ حکام کو نوٹس جاری کر دیے گئے۔ <box>624 29 722 320</box>
article-text: محکمہ صحت نے ڈینگی سے بچاؤ کی مہم شروع کر دی۔ عدالت نے کیس کی سماعت کے دوران وفاقی حکومت اور متعلقہ اداروں سے جواب طلب کرلیا، وکلاء کے دلائل مکمل ہونے پر فیصلہ محفوظ کرلیا گیا۔ وزیراعظم نے اجلاس میں ملکی معاشی صورتحال کا جائزہ لیا اور مہنگائی پر قابو پانے کے لیے اقدامات کی ہدایت کی۔ اسلام آباد میں بجلی اور پٹرول کی قیمتوں میں اضافے کے خلاف شہریوں نے احتجاج کیا۔ الیکشن کمیشن نے انتخابات کی تیاریوں کے حوالے سے اہم فیصلے کیے۔ سپریم کورٹ کے حکم پر متعلقہ حکام کو نوٹس جاری کر دیے گئے۔ عدالت نے کیس کی سماعت کے دوران وفاقی حکومت اور متعلقہ اداروں سے جواب طلب کرلیا، وکلاء کے دلائل مکمل ہونے پر فیصلہ محفوظ کرلیا گیا۔ وزیراعظم نے اجلاس میں ملکی معاشی صورتحال کا جائزہ لیا اور مہنگائی پر قابو پانے کے لیے اقدامات کی ہدایت کی۔ اسلام آباد میں بجلی اور پٹرول کی قیمتوں میں اضافے کے خلاف شہریوں نے احتجاج کیا۔ الیکشن کمیشن نے انتخابات کی تیاریوں کے حوالے سے اہم فیصلے کیے۔ سپریم کورٹ کے حکم پر متعلقہ حکام کو نوٹس جاری کر دیے گئے۔ عدالت نے کیس کی سماعت کے دوران وفاقی حکومت اور متعلقہ اداروں سے جواب طلب کرلیا، وکلاء کے دلائل مکمل ہونے پر فیصلہ محفوظ کرلیا گیا۔ وزیراعظم نے اجلاس میں ملکی معاشی صورتحال کا جائزہ لیا اور مہنگائی پر قابو پانے کے لیے اقدامات کی ہدایت کی۔ اسلام آباد میں بجلی اور پٹرول کی قیمتوں میں اضافے کے خلاف شہریوں نے احتجاج کیا۔ الیکشن کمیشن نے انتخابات کی تیاریوں کے حوالے سے اہم فیصلے کیے۔ سپریم کورٹ کے حکم پر متعلقہ حکام کو نوٹس جاری کر دیے گئے۔ عدالت نے کیس کی سماعت کے دوران وفاقی حکومت اور متعلقہ اداروں سے جواب طلب کرلیا، وکلاء کے دلائل مکمل ہونے پر فیصلہ محفوظ کرلیا گیا۔ وزیراعظم نے اجلاس میں ملکی معاشی صورتحال کا جائزہ لیا اور مہنگائی پر قابو پانے کے لیے اقدامات کی ہدایت کی۔ اسلام آباد میں بجلی اور پٹرول کی قیمتوں میں اضافے کے خلاف شہریوں نے احتجاج کیا۔ الیکشن کمیشن نے انتخابات کی تیاریوں کے حوالے سے اہم فیصلے کیے۔ سپریم کورٹ کے حکم پر متعلقہ حکام کو نوٹس جاری کر دیے گئے۔ عدالت نے کیس کی سماعت کے دوران وفاقی حکومت اور متعلقہ اداروں سے جواب طلب کرلیا، وکلاء کے دلائل مکمل ہونے پر فیصلہ محفوظ کرلیا گیا۔ وزیراعظم نے اجلاس میں ملکی معاشی صورتحال کا جائزہ لیا اور مہنگائی پر قابو پانے کے لیے اقدامات کی ہدایت کی۔ اسلام آباد میں بجلی اور پٹرول کی قیمتوں میں اضافے کے خلاف شہریوں نے احتجاج کیا۔ الیکشن کمیشن نے انتخابات کی تیاریوں کے حوالے سے اہم فیصلے کیے۔ سپریم کورٹ کے حکم پر متعلقہ حکام کو نوٹس جاری کر دیے گئے۔ <box>107 991 205 1645</box>
continuation-number: 04 <box>702 2268 722 2280</box>
baqiya-label: بقیہ <box>314 15 347 27</box>
continuation-number: 41 <box>184 1649 205 1660</box>
continuation-entry <box>624 2268 722 2576</box>
baqiya-label: بقیہ <box>521 723 554 734</box>
article-text: شہباز شریف نے پارٹی اجلاس میں انتخابی حکمت عملی پر غور کیا۔ عدالت نے کیس کی سماعت کے دوران وفاقی حکومت اور متعلقہ اداروں سے جواب طلب کرلیا، وکلاء کے دلائل مکمل ہونے پر فیصلہ محفوظ کرلیا گیا۔ وزیراعظم نے اجلاس میں ملکی معاشی صورتحال کا جائزہ لیا اور مہنگائی پر قابو پانے کے لیے اقدامات کی ہدایت کی۔ اسلام آباد میں بجلی اور پٹرول کی قیمتوں میں اضافے کے خلاف شہریوں نے احتجاج کیا۔ الیکشن کمیشن نے انتخابات کی تیاریوں کے حوالے سے اہم فیصلے کیے۔ سپریم کورٹ کے حکم پر متعلقہ حکام کو نوٹس جاری کر دیے گئے۔ عدالت نے کیس کی سماعت کے دوران وفاقی حکومت اور متعلقہ اداروں سے جواب طلب کرلیا، وکلاء کے دلائل مکمل ہونے پر فیصلہ محفوظ کرلیا گیا۔ وزیراعظم نے اجلاس میں ملکی معاشی صورتحال کا جائزہ لیا اور مہنگائی پر قابو پانے کے لیے اقدامات کی ہدایت کی۔ اسلام آباد میں بجلی اور پٹرول کی قیمتوں میں اضافے کے خلاف شہریوں نے احتجاج کیا۔ الیکشن کمیشن نے انتخابات کی تیاریوں کے حوالے سے اہم فیصلے کیے۔ سپریم کورٹ کے حکم پر متعلقہ حکام کو نوٹس جاری کر دیے گئے۔ <box>314 29 412 311</box>
article-text: کسانوں کو کھاد کی فراہمی یقینی بنانے کا فیصلہ کیا گیا۔ عدالت نے کیس کی سماعت کے دوران وفاقی حکومت اور متعلقہ اداروں سے جواب طلب کرلیا، وکلاء کے دلائل مکمل ہونے پر فیصلہ محفوظ کرلیا گیا۔ وزیراعظم نے اجلاس میں ملکی معاشی صورتحال کا جائزہ لیا اور مہنگائی پر قابو پانے کے لیے اقدامات کی ہدایت کی۔ اسلام آباد میں بجلی اور پٹرول کی قیمتوں میں اضافے کے خلاف شہریوں نے احتجاج کیا۔ الیکشن کمیشن نے انتخابات کی تیاریوں کے حوالے سے اہم فیصلے کیے۔ سپریم کورٹ کے حکم پر متعلقہ حکام کو نوٹس جاری کر دیے گئے۔ عدالت نے کیس کی سماعت کے دوران وفاقی حکومت اور متعلقہ اداروں سے جواب طلب کرلیا، وکلاء کے دلائل مکمل ہونے پر فیصلہ محفوظ کرلیا گیا۔ وزیراعظم نے اجلاس میں ملکی معاشی صورتحال کا جائزہ لیا اور مہنگائی پر قابو پانے کے لیے اقدامات کی ہدایت کی۔ اسلام آباد میں بجلی اور پٹرول کی قیمتوں میں اضافے کے خلاف شہریوں نے احتجاج کیا۔ الیکشن کمیشن نے انتخابات کی تیاریوں کے حوالے سے اہم فیصلے کیے۔ سپریم کورٹ کے حکم پر متعلقہ حکام کو نوٹس جاری کر دیے گئے۔ عدالت نے کیس کی سماعت کے دوران وفاقی حکومت اور متعلقہ اداروں سے جواب طلب کرلیا، وکلاء کے دلائل مکمل ہونے پر فیصلہ محفوظ کرلیا گیا۔ وزیراعظم نے اجلاس میں ملکی معاشی صورتحال کا جائزہ لیا اور مہنگائی پر قابو پانے کے لیے اقدامات کی ہدایت کی۔ اسلام آباد میں بجلی اور پٹرول کی قیمتوں میں اضافے کے خلاف شہریوں نے احتجاج کیا۔ الیکشن کمیشن نے انتخابات کی تیاریوں کے حوالے سے اہم فیصلے کیے۔ سپریم کورٹ کے حکم پر متعلقہ حکام کو نوٹس جاری کر دیے گئے۔ عدالت نے کیس کی سماعت کے دوران وفاقی حکومت اور متعلقہ اداروں سے جواب طلب کرلیا، وکلاء کے دلائل مکمل ہونے پر فیصلہ محفوظ کرلیا گیا۔ وزیراعظم نے اجلاس میں ملکی معاشی صورتحال کا جائزہ لیا اور مہنگائی پر قابو پانے کے لیے اقدامات کی ہدایت کی۔ اسلام آباد میں بجلی اور پٹرول کی قیمتوں میں اضافے کے خلاف شہریوں نے احتجاج کیا۔ الیکشن کمیشن نے انتخابات کی تیاریوں کے حوالے سے اہم فیصلے کیے۔ سپریم کورٹ کے حکم پر متعلقہ حکام کو نوٹس جاری کر دیے گئے۔ <box>3 737 102 1263</box>
baqiya-label: بقیہ <box>521 15 554 27</box>
continuation-entry <box>417 1267 515 1936</box>
baqiya-label: بقیہ <box>211 1232 244 1243</box>
continuation-number: 53 <box>81 1939 102 1951</box>
baqiya-label: بقیہ <box>314 733 347 744</box>
article-text: ایف بی آر نے ٹیکس وصولیوں کا ہدف حاصل کر لیا۔ عدالت نے کیس کی سماعت کے دوران وفاقی حکومت اور متعلقہ اداروں سے جواب طلب کرلیا، وکلاء کے دلائل مکمل ہونے پر فیصلہ محفوظ کرلیا گیا۔ وزیراعظم نے اجلاس میں ملکی معاشی صورتحال کا جائزہ لیا اور مہنگائی پر قابو پانے کے لیے اقدامات کی ہدایت کی۔ اسلام آباد میں بجلی اور پٹرول کی قیمتوں میں اضافے کے خلاف شہریوں نے احتجاج کیا۔ الیکشن کمیشن نے انتخابات کی تیاریوں کے حوالے سے اہم فیصلے کیے۔ سپریم کورٹ کے حکم پر متعلقہ حکام کو نوٹس جاری کر دیے گئے۔ عدالت نے کیس کی سماعت کے دوران وفاقی حکومت اور متعلقہ اداروں سے جواب طلب کرلیا، وکلاء کے دلائل مکمل ہونے پر فیصلہ محفوظ کرلیا گیا۔ وزیراعظم نے اجلاس میں ملکی معاشی صورتحال کا جائزہ لیا اور مہنگائی پر قابو پانے کے لیے اقدامات کی ہدایت کی۔ اسلام آباد میں بجلی اور پٹرول کی قیمتوں میں اضافے کے خلاف شہریوں نے احتجاج کیا۔ الیکشن کمیشن نے انتخابات کی تیاریوں کے حوالے سے اہم فیصلے کیے۔ سپریم کورٹ کے حکم پر متعلقہ حکام کو نوٹس جاری کر دیے گئے۔ عدالت نے کیس کی سماعت کے دوران وفاقی حکومت اور متعلقہ اداروں سے جواب طلب کرلیا، وکلاء کے دلائل مکمل ہونے پر فیصلہ محفوظ کرلیا گیا۔ وزیراعظم نے اجلاس میں ملکی معاشی صورتحال کا جائزہ لیا اور مہنگائی پر قابو پانے کے لیے اقدامات کی ہدایت کی۔ اسلام آباد میں بجلی اور پٹرول کی قیمتوں میں اضافے کے خلاف شہریوں نے احتجاج کیا۔ الیکشن کمیشن نے انتخابات کی تیاریوں کے حوالے سے اہم فیصلے کیے۔ سپریم کورٹ کے حکم پر متعلقہ حکام کو نوٹس جاری کر دیے گئے۔ عدالت نے کیس کی سماعت کے دوران وفاقی حکومت اور متعلقہ اداروں سے جواب طلب کرلیا، وکلاء کے دلائل مکمل ہونے پر فیصلہ محفوظ کرلیا گیا۔ وزیراعظم نے اجلاس میں ملکی معاشی صورتحال کا جائزہ لیا اور مہنگائی پر قابو پانے کے لیے اقدامات کی ہدایت کی۔ اسلام آباد میں بجلی اور پٹرول کی قیمتوں میں اضافے کے خلاف شہریوں نے احتجاج کیا۔ الیکشن کمیشن نے انتخابات کی تیاریوں کے حوالے سے اہم فیصلے کیے۔ سپریم کورٹ کے حکم پر متعلقہ حکام کو نوٹس جاری کر دیے گئے۔ <box>107 447 205 973</box>
continuation-entry <box>624 325 722 749</box>
baqiya-label: بقیہ <box>521 306 554 317</box>
